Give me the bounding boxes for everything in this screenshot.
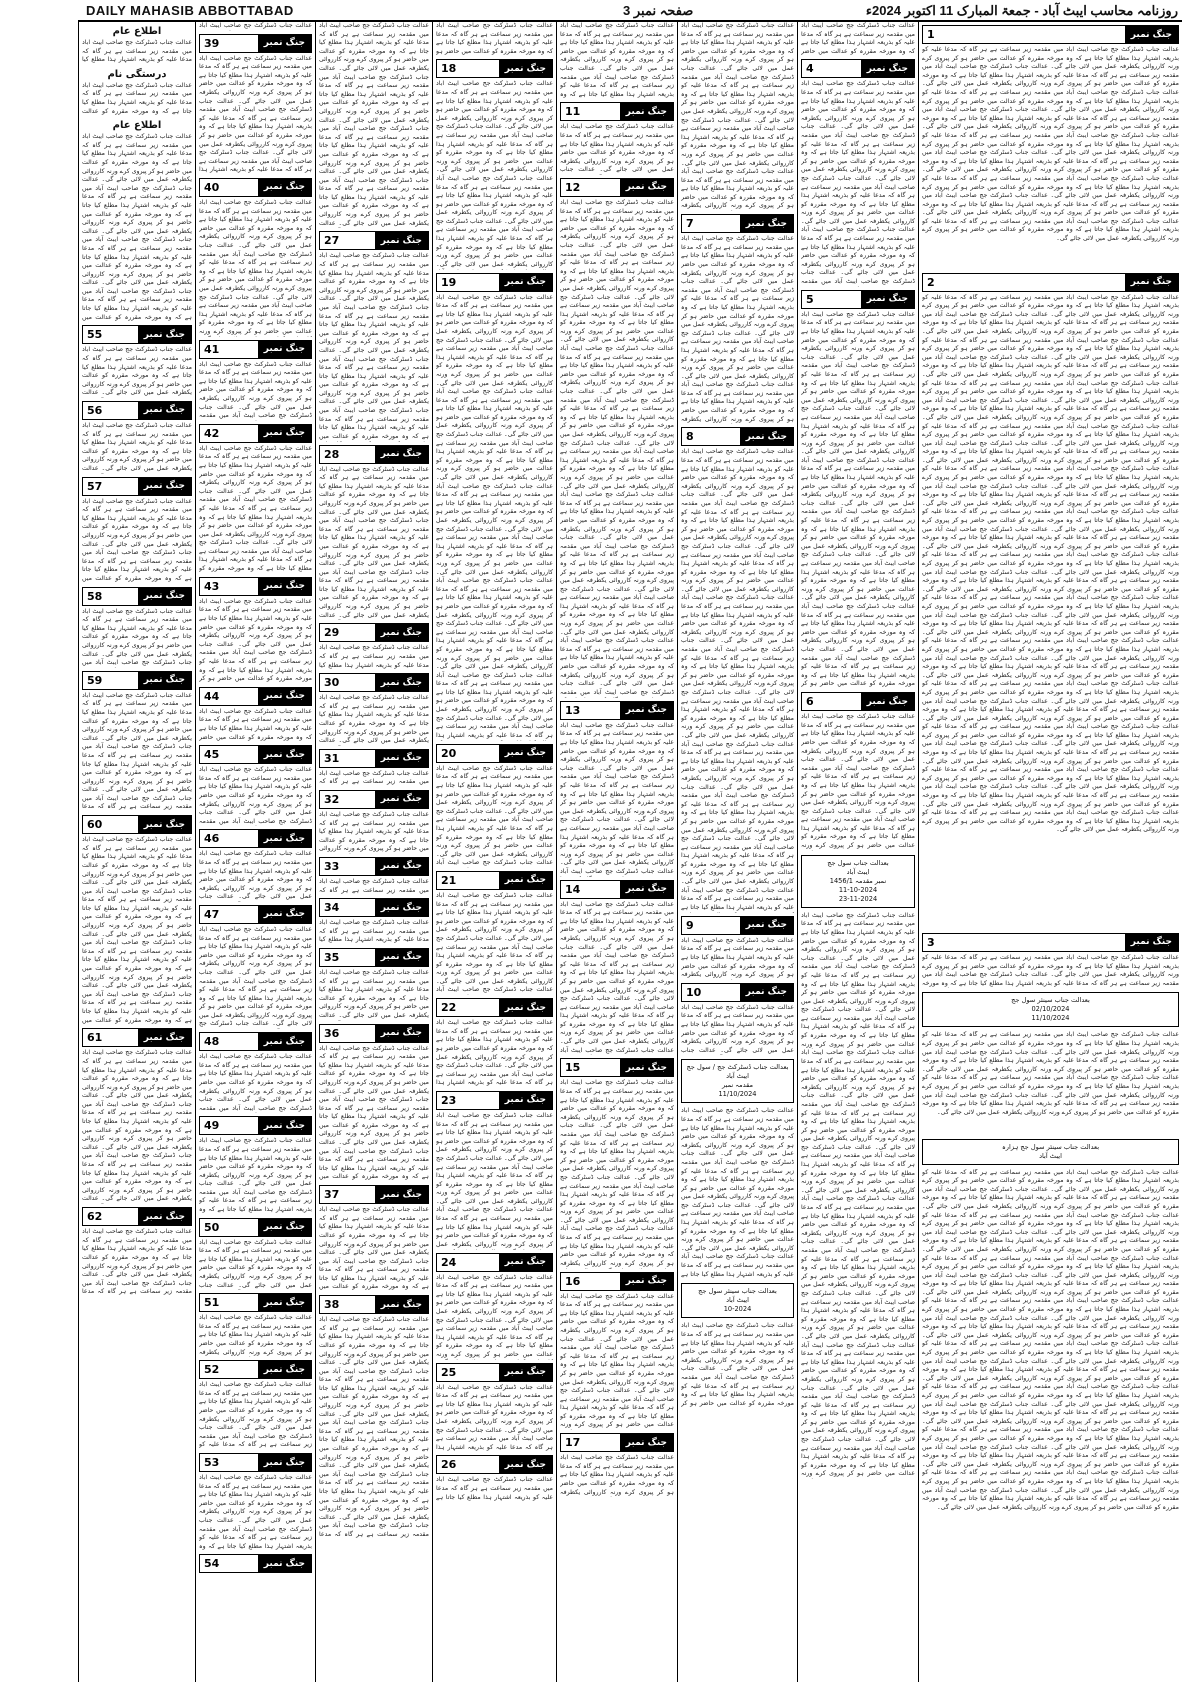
- notice-header: [82, 1028, 192, 1047]
- notice-label: جنگ نمبر: [620, 1434, 673, 1451]
- notice-body-text: عدالت جناب ڈسٹرکٹ جج صاحب ایبٹ آباد میں مقدمہ زیر سماعت ہے ہر گاہ کہ مدعا علیہ کو بذریعہ اشتہار ہذا مطلع کیا جاتا ہے کہ وہ مورخہ مقررہ کو عدالت: [82, 81, 192, 115]
- section-heading: اطلاع عام: [112, 120, 162, 132]
- notice-number: 46: [200, 830, 223, 847]
- notice-header: [560, 1433, 674, 1452]
- notice-body-text: عدالت جناب ڈسٹرکٹ جج صاحب ایبٹ آباد میں مقدمہ زیر سماعت ہے ہر گاہ کہ مدعا علیہ کو بذریعہ اشتہار ہذا مطلع کیا جاتا ہے کہ وہ مورخہ مقررہ کو عدالت میں حاضر ہو کر پیروی کرے ورنہ کارروائی یکطرفہ عمل میں لائی جائے گی۔ عدالت جناب: [199, 1238, 312, 1289]
- notice-label: جنگ نمبر: [499, 1092, 552, 1109]
- notice-body-text: عدالت جناب ڈسٹرکٹ جج صاحب ایبٹ آباد میں مقدمہ زیر سماعت ہے ہر گاہ کہ مدعا علیہ کو بذریعہ اشتہار ہذا مطلع کیا جاتا ہے کہ وہ مورخہ مقررہ کو عدالت میں حاضر ہو کر پیروی کرے ورنہ کارروائی یکطرفہ عمل میں لائی جائے گی۔ عدالت جناب ڈسٹرکٹ جج صاحب ایبٹ آباد میں مقدمہ زیر سماعت ہے ہر گاہ کہ مدعا علیہ کو بذریعہ اشتہار ہذا مطلع کیا جاتا ہے کہ وہ مورخہ مقررہ کو عدالت میں حاضر ہو کر پیروی کرے ورنہ کارروائی یکطرفہ عمل میں لائی جائے گی۔ عدالت جناب ڈسٹرکٹ جج: [199, 925, 312, 1028]
- notice-header: [560, 880, 674, 899]
- notice-header: [82, 1207, 192, 1226]
- notice-body-text: عدالت جناب ڈسٹرکٹ جج صاحب ایبٹ آباد میں مقدمہ زیر سماعت ہے ہر گاہ کہ مدعا علیہ کو بذریعہ اشتہار ہذا مطلع کیا جاتا ہے کہ وہ مورخہ مقررہ کو عدالت میں حاضر ہو کر پیروی کرے ورنہ کارروائی یکطرفہ عمل میں لائی جائے گی۔ عدالت: [82, 421, 192, 472]
- notice-body-text: عدالت جناب ڈسٹرکٹ جج صاحب ایبٹ آباد میں مقدمہ زیر سماعت ہے ہر گاہ کہ مدعا علیہ کو بذریعہ اشتہار ہذا مطلع کیا جاتا ہے کہ وہ مورخہ مقررہ کو عدالت میں حاضر ہو کر پیروی کرے ورنہ کارروائی یکطرفہ عمل میں لائی جائے گی۔ عدالت جناب ڈسٹرکٹ جج صاحب ایبٹ آباد میں مقدمہ زیر سماعت ہے ہر گاہ کہ مدعا علیہ کو بذریعہ اشتہار ہذا مطلع کیا جاتا ہے کہ وہ مورخہ مقررہ کو عدالت میں حاضر ہو کر پیروی کرے ورنہ کارروائی یکطرفہ عمل میں لائی جائے گی۔ عدالت جناب ڈسٹرکٹ جج صاحب ایبٹ آباد میں مقدمہ زیر سماعت ہے ہر گاہ کہ مدعا: [82, 691, 192, 811]
- notice-body-text: عدالت جناب ڈسٹرکٹ جج صاحب ایبٹ آباد میں مقدمہ زیر سماعت ہے ہر گاہ کہ مدعا علیہ کو بذریعہ اشتہار ہذا مطلع کیا جاتا ہے کہ وہ مورخہ مقررہ کو عدالت میں حاضر ہو کر پیروی کرے ورنہ کارروائی یکطرفہ عمل میں لائی جائے گی۔ عدالت جناب ڈسٹرکٹ جج صاحب ایبٹ آباد میں مقدمہ: [199, 766, 312, 825]
- notice-number: 54: [200, 1555, 223, 1572]
- notice-label: جنگ نمبر: [499, 60, 552, 77]
- notice-label: جنگ نمبر: [258, 35, 311, 52]
- notice-header: [199, 424, 312, 443]
- court-notice-box: [681, 1059, 794, 1103]
- notice-body-text: عدالت جناب ڈسٹرکٹ جج صاحب ایبٹ آباد میں مقدمہ زیر سماعت ہے ہر گاہ کہ مدعا علیہ کو بذریعہ اشتہار ہذا مطلع کیا جاتا ہے کہ وہ مورخہ مقررہ کو عدالت میں حاضر ہو کر پیروی کرے ورنہ کارروائی یکطرفہ عمل میں لائی جائے گی۔ عدالت جناب ڈسٹرکٹ جج صاحب ایبٹ آباد میں مقدمہ زیر سماعت ہے ہر گاہ کہ مدعا علیہ کو بذریعہ اشتہار ہذا: [436, 1383, 553, 1451]
- notice-number: 34: [320, 899, 343, 916]
- notice-body-text: عدالت جناب ڈسٹرکٹ جج صاحب ایبٹ آباد میں مقدمہ زیر سماعت ہے ہر گاہ کہ مدعا علیہ کو بذریعہ اشتہار ہذا مطلع کیا جاتا ہے کہ وہ مورخہ مقررہ کو عدالت میں حاضر ہو کر پیروی کرے ورنہ کارروائی یکطرفہ عمل میں لائی جائے گی۔ عدالت جناب ڈسٹرکٹ جج صاحب ایبٹ آباد میں مقدمہ زیر سماعت ہے ہر گاہ کہ مدعا علیہ کو بذریعہ اشتہار ہذا مطلع کیا جاتا ہے کہ وہ مورخہ مقررہ کو عدالت میں حاضر ہو کر پیروی کرے ورنہ کارروائی یکطرفہ عمل میں لائی جائے گی۔ عدالت جناب ڈسٹرکٹ جج صاحب ایبٹ آباد میں مقدمہ زیر سماعت ہے ہر گاہ کہ مدعا علیہ کو بذریعہ اشتہار ہذا مطلع کیا جاتا ہے کہ وہ مورخہ مقررہ کو عدالت میں حاضر ہو کر پیروی کرے ورنہ کارروائی یکطرفہ عمل میں لائی جائے گی۔ عدالت: [319, 465, 429, 619]
- notice-number: 55: [83, 326, 106, 343]
- notice-body-text: عدالت جناب ڈسٹرکٹ جج صاحب ایبٹ آباد میں مقدمہ زیر سماعت ہے ہر گاہ کہ مدعا علیہ کو بذریعہ اشتہار ہذا مطلع کیا جاتا ہے کہ وہ مورخہ مقررہ کو عدالت میں حاضر ہو کر پیروی کرے ورنہ کارروائی یکطرفہ: [560, 1454, 674, 1496]
- notice-number: 59: [83, 672, 106, 689]
- notice-body-text: عدالت جناب ڈسٹرکٹ جج صاحب ایبٹ آباد میں مقدمہ زیر سماعت ہے ہر گاہ کہ مدعا علیہ کو بذریعہ اشتہار ہذا مطلع کیا جاتا ہے کہ وہ مورخہ مقررہ کو عدالت میں حاضر ہو کر پیروی کرے ورنہ کارروائی یکطرفہ عمل میں لائی جائے گی۔ عدالت جناب ڈسٹرکٹ جج صاحب ایبٹ آباد میں مقدمہ زیر سماعت ہے ہر گاہ کہ مدعا علیہ کو بذریعہ اشتہار ہذا مطلع کیا جاتا ہے کہ وہ مورخہ مقررہ کو عدالت میں حاضر ہو کر پیروی کرے ورنہ کارروائی یکطرفہ عمل میں لائی جائے گی۔ عدالت جناب ڈسٹرکٹ جج صاحب ایبٹ آباد میں مقدمہ زیر سماعت ہے ہر گاہ کہ مدعا علیہ کو بذریعہ اشتہار ہذا مطلع کیا جاتا ہے کہ وہ مورخہ مقررہ کو عدالت میں حاضر ہو کر پیروی کرے ورنہ کارروائی یکطرفہ عمل میں لائی جائے گی۔ عدالت جناب ڈسٹرکٹ جج صاحب ایبٹ آباد میں مقدمہ زیر سماعت ہے ہر گاہ کہ مدعا علیہ کو بذریعہ اشتہار ہذا مطلع کیا جاتا ہے کہ وہ مورخہ مقررہ کو عدالت میں حاضر ہو کر پیروی کرے ورنہ کارروائی یکطرفہ: [681, 235, 794, 423]
- notice-label: جنگ نمبر: [138, 326, 191, 343]
- notice-header: [319, 857, 429, 876]
- notice-label: جنگ نمبر: [861, 693, 914, 710]
- notice-number: 33: [320, 858, 343, 875]
- court-notice-line: بعدالت جناب سینئر سول جج: [698, 1287, 777, 1296]
- notice-header: [560, 1058, 674, 1077]
- notice-number: 57: [83, 478, 106, 495]
- notice-body-text: عدالت جناب ڈسٹرکٹ جج صاحب ایبٹ آباد میں مقدمہ زیر سماعت ہے ہر گاہ کہ مدعا علیہ کو بذریعہ اشتہار ہذا مطلع کیا جاتا ہے کہ وہ مورخہ مقررہ کو عدالت میں حاضر ہو کر پیروی کرے ورنہ کارروائی یکطرفہ عمل میں لائی جائے گی۔ عدالت جناب ڈسٹرکٹ جج صاحب ایبٹ آباد میں مقدمہ زیر سماعت ہے ہر گاہ کہ مدعا علیہ کو بذریعہ اشتہار ہذا مطلع کیا جاتا ہے کہ وہ مورخہ مقررہ کو عدالت میں حاضر ہو کر پیروی کرے ورنہ: [436, 1273, 553, 1358]
- notice-header: [436, 1455, 553, 1474]
- section-heading: درستگی نام: [107, 68, 167, 80]
- notice-header: [199, 1032, 312, 1051]
- notice-body-text: عدالت جناب ڈسٹرکٹ جج صاحب ایبٹ آباد میں مقدمہ زیر سماعت ہے ہر گاہ کہ مدعا علیہ کو بذریعہ اشتہار ہذا مطلع کیا: [319, 644, 429, 669]
- notice-number: 11: [561, 103, 584, 120]
- notice-label: جنگ نمبر: [620, 702, 673, 719]
- notice-body-text: عدالت جناب ڈسٹرکٹ جج صاحب ایبٹ آباد میں مقدمہ زیر سماعت ہے ہر گاہ کہ مدعا علیہ کو بذریعہ اشتہار ہذا مطلع کیا جاتا ہے کہ وہ مورخہ مقررہ کو عدالت میں حاضر ہو: [436, 22, 553, 55]
- notice-number: 24: [437, 1254, 460, 1271]
- column-6: [677, 22, 797, 1682]
- notice-label: جنگ نمبر: [861, 291, 914, 308]
- notice-number: 52: [200, 1361, 223, 1378]
- notice-label: جنگ نمبر: [740, 428, 793, 445]
- notice-body-text: عدالت جناب ڈسٹرکٹ جج صاحب ایبٹ آباد میں مقدمہ زیر سماعت ہے ہر گاہ کہ مدعا علیہ کو بذریعہ اشتہار ہذا مطلع کیا جاتا ہے کہ وہ مورخہ مقررہ کو عدالت میں حاضر ہو کر پیروی کرے ورنہ کارروائی یکطرفہ عمل میں لائی جائے گی۔ عدالت جناب ڈسٹرکٹ جج صاحب ایبٹ آباد میں مقدمہ زیر سماعت ہے ہر گاہ کہ مدعا علیہ کو بذریعہ اشتہار ہذا مطلع کیا جاتا ہے کہ وہ مورخہ مقررہ کو عدالت میں حاضر ہو کر پیروی کرے ورنہ کارروائی یکطرفہ عمل میں لائی جائے گی۔ عدالت جناب ڈسٹرکٹ جج صاحب ایبٹ آباد میں مقدمہ زیر سماعت ہے ہر گاہ کہ مدعا علیہ کو بذریعہ اشتہار ہذا مطلع کیا جاتا ہے کہ وہ مورخہ مقررہ کو عدالت میں حاضر ہو کر پیروی کرے ورنہ کارروائی یکطرفہ عمل میں لائی جائے گی۔ عدالت جناب ڈسٹرکٹ جج صاحب ایبٹ آباد میں مقدمہ زیر سماعت ہے ہر گاہ کہ مدعا علیہ کو بذریعہ اشتہار ہذا مطلع کیا جاتا ہے کہ وہ مورخہ مقررہ کو عدالت میں حاضر ہو کر پیروی کرے ورنہ کارروائی یکطرفہ عمل میں لائی جائے گی۔ عدالت جناب ڈسٹرکٹ جج صاحب ایبٹ آباد میں مقدمہ زیر سماعت ہے ہر گاہ کہ مدعا: [319, 1316, 429, 1538]
- notice-label: جنگ نمبر: [499, 999, 552, 1016]
- notice-header: [319, 749, 429, 768]
- notice-label: جنگ نمبر: [258, 1033, 311, 1050]
- notice-number: 39: [200, 35, 223, 52]
- notice-header: [436, 1363, 553, 1382]
- notice-label: جنگ نمبر: [375, 1025, 428, 1042]
- notice-header: [681, 214, 794, 233]
- notice-number: 26: [437, 1456, 460, 1473]
- court-notice-line: 02/10/2024: [1031, 1005, 1070, 1014]
- notice-body-text: عدالت جناب ڈسٹرکٹ جج صاحب ایبٹ آباد میں مقدمہ زیر سماعت ہے ہر گاہ کہ مدعا علیہ کو بذریعہ اشتہار ہذا مطلع کیا جاتا ہے کہ وہ مورخہ مقررہ کو عدالت میں حاضر ہو کر پیروی کرے ورنہ کارروائی یکطرفہ عمل میں لائی جائے گی۔ عدالت جناب ڈسٹرکٹ جج صاحب ایبٹ آباد میں: [82, 607, 192, 667]
- notice-header: [82, 671, 192, 690]
- notice-number: 16: [561, 1273, 584, 1290]
- notice-label: جنگ نمبر: [620, 881, 673, 898]
- notice-header: [199, 1218, 312, 1237]
- column-5: [556, 22, 677, 1682]
- column-8: [918, 22, 1182, 1682]
- court-notice-line: ایبٹ آباد: [1039, 1151, 1062, 1160]
- notice-body-text: عدالت جناب ڈسٹرکٹ جج صاحب ایبٹ آباد میں مقدمہ زیر سماعت ہے ہر گاہ کہ مدعا علیہ کو بذریعہ اشتہار ہذا مطلع کیا جاتا ہے کہ وہ مورخہ مقررہ کو عدالت میں حاضر ہو کر پیروی کرے ورنہ کارروائی یکطرفہ عمل میں لائی جائے گی۔ عدالت جناب ڈسٹرکٹ جج صاحب ایبٹ آباد میں مقدمہ زیر سماعت ہے ہر گاہ کہ مدعا علیہ کو بذریعہ اشتہار ہذا: [436, 1019, 553, 1087]
- notice-label: جنگ نمبر: [375, 674, 428, 691]
- notice-body-text: عدالت جناب ڈسٹرکٹ جج صاحب ایبٹ آباد میں مقدمہ زیر سماعت ہے ہر گاہ کہ مدعا علیہ کو بذریعہ اشتہار ہذا مطلع کیا جاتا ہے کہ وہ مورخہ مقررہ کو عدالت میں حاضر ہو کر پیروی کرے ورنہ کارروائی یکطرفہ عمل میں لائی جائے گی۔ عدالت جناب ڈسٹرکٹ جج صاحب ایبٹ آباد میں مقدمہ زیر سماعت ہے ہر گاہ کہ مدعا علیہ کو بذریعہ اشتہار ہذا مطلع کیا جاتا ہے کہ وہ مورخہ مقررہ کو عدالت میں حاضر ہو کر پیروی کرے ورنہ کارروائی یکطرفہ عمل میں لائی جائے گی۔ عدالت جناب ڈسٹرکٹ جج صاحب ایبٹ آباد میں مقدمہ زیر سماعت ہے ہر گاہ کہ مدعا علیہ کو بذریعہ اشتہار ہذا مطلع کیا جاتا ہے کہ وہ مورخہ مقررہ کو عدالت میں حاضر ہو کر پیروی کرے ورنہ کارروائی یکطرفہ عمل میں لائی جائے گی۔ عدالت جناب ڈسٹرکٹ جج صاحب ایبٹ آباد میں مقدمہ زیر سماعت ہے ہر گاہ کہ مدعا علیہ کو بذریعہ اشتہار ہذا مطلع کیا جاتا ہے کہ وہ مورخہ مقررہ کو عدالت میں حاضر ہو کر پیروی کرے ورنہ کارروائی یکطرفہ عمل میں لائی جائے گی۔ عدالت جناب ڈسٹرکٹ جج صاحب ایبٹ آباد میں مقدمہ زیر سماعت ہے ہر گاہ کہ مدعا علیہ کو بذریعہ اشتہار ہذا مطلع کیا جاتا ہے کہ وہ مورخہ مقررہ کو عدالت میں حاضر ہو کر پیروی کرے ورنہ کارروائی یکطرفہ عمل میں لائی جائے گی۔ عدالت جناب ڈسٹرکٹ جج صاحب ایبٹ آباد میں مقدمہ زیر سماعت ہے ہر گاہ کہ مدعا علیہ کو بذریعہ اشتہار ہذا مطلع کیا جاتا ہے کہ وہ مورخہ مقررہ کو عدالت میں حاضر ہو کر پیروی کرے ورنہ کارروائی یکطرفہ عمل میں لائی جائے گی۔ عدالت جناب ڈسٹرکٹ جج صاحب ایبٹ آباد میں مقدمہ زیر سماعت ہے ہر گاہ کہ مدعا علیہ کو بذریعہ اشتہار ہذا مطلع کیا جاتا ہے کہ وہ مورخہ مقررہ کو عدالت میں حاضر ہو کر پیروی کرے ورنہ کارروائی یکطرفہ عمل میں لائی جائے گی۔ عدالت جناب ڈسٹرکٹ جج صاحب ایبٹ آباد میں مقدمہ زیر سماعت ہے ہر گاہ کہ مدعا علیہ کو بذریعہ اشتہار ہذا مطلع کیا جاتا ہے کہ وہ مورخہ مقررہ کو عدالت میں حاضر ہو کر پیروی کرے ورنہ کارروائی یکطرفہ عمل میں لائی جائے گی۔ عدالت جناب ڈسٹرکٹ جج صاحب ایبٹ آباد میں مقدمہ زیر سماعت ہے ہر گاہ کہ مدعا علیہ کو بذریعہ اشتہار ہذا مطلع کیا جاتا ہے کہ وہ مورخہ مقررہ کو عدالت میں حاضر ہو کر پیروی کرے ورنہ کارروائی یکطرفہ عمل میں لائی جائے گی۔ عدالت جناب ڈسٹرکٹ جج صاحب ایبٹ آباد میں مقدمہ زیر سماعت ہے ہر گاہ کہ مدعا علیہ کو بذریعہ اشتہار ہذا مطلع کیا جاتا ہے: [681, 448, 794, 911]
- notice-label: جنگ نمبر: [138, 1029, 191, 1046]
- notice-body-text: عدالت جناب ڈسٹرکٹ جج صاحب ایبٹ آباد میں مقدمہ زیر سماعت ہے ہر گاہ کہ مدعا علیہ کو بذریعہ اشتہار ہذا مطلع کیا جاتا ہے کہ وہ مورخہ مقررہ کو عدالت میں حاضر ہو کر پیروی کرے ورنہ کارروائی یکطرفہ عمل میں لائی جائے گی۔ عدالت جناب ڈسٹرکٹ جج صاحب ایبٹ آباد میں مقدمہ زیر سماعت ہے ہر گاہ کہ مدعا علیہ کو بذریعہ اشتہار ہذا مطلع کیا جاتا ہے کہ وہ مورخہ مقررہ کو عدالت میں حاضر ہو کر پیروی کرے ورنہ کارروائی یکطرفہ عمل میں لائی جائے گی۔ عدالت جناب ڈسٹرکٹ جج صاحب ایبٹ آباد میں مقدمہ زیر سماعت ہے ہر گاہ کہ مدعا علیہ کو بذریعہ اشتہار ہذا مطلع کیا جاتا ہے کہ وہ مورخہ مقررہ کو عدالت میں حاضر ہو کر پیروی کرے ورنہ کارروائی یکطرفہ عمل میں لائی جائے گی۔ عدالت جناب ڈسٹرکٹ جج صاحب ایبٹ آباد میں مقدمہ زیر سماعت ہے ہر گاہ کہ مدعا علیہ کو بذریعہ اشتہار ہذا مطلع کیا جاتا ہے کہ وہ مورخہ مقررہ کو عدالت میں: [82, 133, 192, 321]
- notice-number: 10: [682, 984, 705, 1001]
- notice-body-text: عدالت جناب ڈسٹرکٹ جج صاحب ایبٹ آباد میں مقدمہ زیر سماعت ہے ہر گاہ کہ مدعا علیہ کو بذریعہ اشتہار ہذا مطلع کیا جاتا ہے کہ وہ مورخہ مقررہ کو عدالت میں حاضر ہو کر پیروی کرے ورنہ کارروائی یکطرفہ عمل میں لائی جائے گی۔ عدالت جناب ڈسٹرکٹ جج صاحب ایبٹ آباد میں مقدمہ زیر سماعت ہے ہر گاہ کہ مدعا علیہ کو بذریعہ اشتہار ہذا مطلع کیا جاتا ہے کہ وہ مورخہ مقررہ کو عدالت میں حاضر ہو کر پیروی کرے ورنہ کارروائی یکطرفہ عمل میں لائی جائے گی۔ عدالت جناب ڈسٹرکٹ جج صاحب ایبٹ آباد میں مقدمہ زیر سماعت ہے ہر گاہ کہ مدعا علیہ کو بذریعہ اشتہار ہذا مطلع کیا جاتا ہے کہ وہ مورخہ مقررہ کو عدالت میں حاضر ہو کر پیروی کرے ورنہ کارروائی یکطرفہ عمل میں لائی جائے گی۔ عدالت جناب ڈسٹرکٹ جج صاحب ایبٹ آباد میں مقدمہ زیر سماعت ہے ہر گاہ کہ مدعا علیہ کو بذریعہ اشتہار ہذا مطلع کیا جاتا ہے کہ وہ مورخہ مقررہ کو عدالت میں حاضر ہو کر پیروی کرے ورنہ کارروائی یکطرفہ عمل میں لائی جائے گی۔ عدالت جناب ڈسٹرکٹ جج صاحب ایبٹ آباد میں مقدمہ زیر سماعت ہے ہر گاہ کہ مدعا علیہ کو بذریعہ اشتہار ہذا مطلع کیا جاتا ہے کہ وہ مورخہ مقررہ کو عدالت میں حاضر ہو کر پیروی کرے ورنہ کارروائی یکطرفہ عمل میں لائی جائے گی۔ عدالت جناب ڈسٹرکٹ جج صاحب ایبٹ آباد میں مقدمہ زیر سماعت ہے ہر گاہ کہ مدعا علیہ کو بذریعہ اشتہار ہذا مطلع کیا جاتا ہے کہ وہ مورخہ مقررہ کو عدالت میں حاضر ہو کر پیروی کرے ورنہ کارروائی یکطرفہ عمل میں لائی جائے گی۔ عدالت جناب ڈسٹرکٹ جج صاحب ایبٹ آباد میں مقدمہ زیر سماعت ہے ہر گاہ کہ مدعا علیہ کو بذریعہ اشتہار ہذا مطلع کیا جاتا ہے کہ وہ مورخہ مقررہ کو عدالت میں حاضر ہو کر پیروی کرے ورنہ کارروائی یکطرفہ عمل میں لائی جائے گی۔ عدالت جناب ڈسٹرکٹ جج صاحب ایبٹ آباد میں مقدمہ زیر سماعت ہے ہر گاہ کہ مدعا علیہ کو بذریعہ اشتہار ہذا مطلع کیا جاتا ہے کہ وہ مورخہ مقررہ کو عدالت میں حاضر ہو کر پیروی کرے ورنہ کارروائی یکطرفہ عمل میں لائی جائے گی۔ عدالت جناب ڈسٹرکٹ جج صاحب ایبٹ آباد میں مقدمہ زیر سماعت ہے ہر گاہ کہ مدعا علیہ کو بذریعہ اشتہار ہذا مطلع کیا جاتا ہے کہ وہ مورخہ مقررہ کو عدالت میں حاضر ہو کر پیروی کرے ورنہ کارروائی یکطرفہ عمل میں لائی جائے گی۔ عدالت جناب ڈسٹرکٹ جج صاحب ایبٹ آباد میں مقدمہ زیر سماعت ہے ہر گاہ کہ مدعا علیہ کو بذریعہ اشتہار ہذا مطلع کیا جاتا ہے کہ وہ مورخہ مقررہ کو عدالت میں حاضر ہو کر پیروی کرے ورنہ کارروائی یکطرفہ عمل میں لائی جائے گی۔ عدالت جناب ڈسٹرکٹ جج صاحب ایبٹ آباد میں مقدمہ زیر سماعت ہے ہر گاہ کہ مدعا علیہ کو بذریعہ اشتہار ہذا مطلع کیا جاتا ہے کہ وہ مورخہ مقررہ کو عدالت میں حاضر ہو کر پیروی کرے ورنہ کارروائی یکطرفہ عمل میں لائی جائے گی۔ عدالت جناب ڈسٹرکٹ جج صاحب ایبٹ آباد میں مقدمہ زیر سماعت ہے ہر گاہ کہ مدعا علیہ کو بذریعہ اشتہار ہذا مطلع کیا جاتا ہے کہ وہ مورخہ مقررہ کو عدالت میں حاضر ہو کر پیروی کرے ورنہ کارروائی یکطرفہ عمل میں لائی جائے گی۔ عدالت جناب ڈسٹرکٹ جج صاحب ایبٹ آباد میں مقدمہ زیر سماعت ہے ہر گاہ کہ مدعا علیہ کو بذریعہ اشتہار ہذا مطلع کیا جاتا ہے کہ وہ مورخہ مقررہ کو عدالت میں حاضر ہو کر پیروی کرے ورنہ کارروائی یکطرفہ عمل میں لائی جائے گی۔ عدالت جناب ڈسٹرکٹ جج صاحب ایبٹ آباد میں مقدمہ زیر سماعت ہے ہر گاہ کہ مدعا علیہ کو بذریعہ اشتہار ہذا مطلع کیا جاتا ہے کہ وہ مورخہ مقررہ کو عدالت میں حاضر ہو کر پیروی کرے ورنہ کارروائی یکطرفہ عمل میں لائی جائے گی۔ عدالت جناب ڈسٹرکٹ جج صاحب ایبٹ آباد میں مقدمہ زیر سماعت ہے ہر گاہ کہ مدعا علیہ کو بذریعہ اشتہار ہذا مطلع کیا جاتا ہے کہ وہ مورخہ مقررہ کو عدالت میں حاضر ہو کر پیروی کرے ورنہ کارروائی یکطرفہ عمل میں لائی جائے گی۔ عدالت جناب ڈسٹرکٹ جج صاحب ایبٹ آباد میں مقدمہ زیر سماعت ہے ہر گاہ کہ مدعا علیہ کو بذریعہ اشتہار ہذا مطلع کیا جاتا ہے کہ وہ مورخہ مقررہ کو عدالت میں حاضر ہو کر پیروی کرے ورنہ کارروائی یکطرفہ عمل میں لائی جائے گی۔: [922, 1168, 1179, 1511]
- column-1: [78, 22, 195, 1682]
- notice-body-text: عدالت جناب ڈسٹرکٹ جج صاحب ایبٹ آباد میں مقدمہ زیر سماعت ہے ہر گاہ کہ: [319, 769, 429, 786]
- notice-body-text: عدالت جناب ڈسٹرکٹ جج صاحب ایبٹ آباد میں مقدمہ زیر سماعت ہے ہر گاہ کہ مدعا علیہ کو بذریعہ اشتہار ہذا مطلع کیا جاتا ہے کہ وہ مورخہ مقررہ کو عدالت میں حاضر ہو کر پیروی کرے ورنہ کارروائی یکطرفہ عمل میں لائی جائے گی۔ عدالت جناب ڈسٹرکٹ جج صاحب ایبٹ آباد میں مقدمہ: [199, 1053, 312, 1112]
- notice-number: 40: [200, 179, 223, 196]
- notice-body-text: عدالت جناب ڈسٹرکٹ جج صاحب ایبٹ آباد میں مقدمہ زیر سماعت ہے ہر گاہ کہ: [319, 877, 429, 894]
- notice-body-text: عدالت جناب ڈسٹرکٹ جج صاحب ایبٹ آباد میں مقدمہ زیر سماعت ہے ہر گاہ کہ مدعا علیہ کو بذریعہ اشتہار ہذا مطلع کیا جاتا ہے کہ وہ مورخہ مقررہ کو عدالت میں حاضر ہو کر پیروی کرے ورنہ کارروائی یکطرفہ عمل میں لائی جائے گی۔ عدالت جناب: [560, 123, 674, 174]
- notice-body-text: عدالت جناب ڈسٹرکٹ جج صاحب ایبٹ آباد میں مقدمہ زیر سماعت ہے ہر گاہ کہ مدعا علیہ کو بذریعہ اشتہار ہذا مطلع کیا جاتا ہے کہ وہ مورخہ مقررہ کو عدالت میں حاضر: [801, 22, 915, 55]
- notice-header: [560, 701, 674, 720]
- notice-header: [199, 829, 312, 848]
- notice-label: جنگ نمبر: [258, 1454, 311, 1471]
- notice-body-text: عدالت جناب ڈسٹرکٹ جج صاحب ایبٹ آباد میں مقدمہ زیر سماعت ہے ہر گاہ کہ مدعا علیہ کو بذریعہ اشتہار ہذا مطلع کیا جاتا ہے: [436, 1476, 553, 1501]
- notice-number: 35: [320, 949, 343, 966]
- notice-number: 36: [320, 1025, 343, 1042]
- notice-body-text: عدالت جناب ڈسٹرکٹ جج صاحب ایبٹ آباد میں مقدمہ زیر سماعت ہے ہر گاہ کہ مدعا علیہ کو بذریعہ اشتہار ہذا مطلع کیا جاتا ہے کہ وہ مورخہ مقررہ کو عدالت میں حاضر ہو کر پیروی کرے ورنہ کارروائی یکطرفہ عمل میں لائی جائے گی۔ عدالت جناب ڈسٹرکٹ جج صاحب ایبٹ آباد میں مقدمہ زیر سماعت ہے ہر گاہ کہ مدعا علیہ کو بذریعہ اشتہار ہذا مطلع کیا جاتا ہے کہ وہ مورخہ مقررہ کو عدالت میں حاضر ہو کر پیروی کرے ورنہ کارروائی یکطرفہ عمل میں لائی جائے گی۔ عدالت جناب ڈسٹرکٹ جج صاحب ایبٹ آباد میں مقدمہ زیر سماعت ہے ہر گاہ کہ مدعا علیہ کو بذریعہ اشتہار ہذا مطلع کیا جاتا ہے کہ وہ مورخہ مقررہ کو عدالت میں حاضر ہو کر پیروی کرے ورنہ کارروائی یکطرفہ عمل: [436, 1111, 553, 1248]
- issue-date: روزنامہ محاسب ایبٹ آباد - جمعۃ المبارک 11 اکتوبر 2024ء: [865, 3, 1178, 18]
- notice-number: 37: [320, 1186, 343, 1203]
- notice-number: 29: [320, 624, 343, 641]
- notice-label: جنگ نمبر: [620, 103, 673, 120]
- notice-body-text: عدالت جناب ڈسٹرکٹ جج صاحب ایبٹ آباد میں مقدمہ زیر سماعت ہے ہر گاہ کہ مدعا علیہ کو بذریعہ اشتہار ہذا مطلع کیا جاتا ہے کہ وہ مورخہ مقررہ کو عدالت میں حاضر ہو کر پیروی کرے ورنہ کارروائی یکطرفہ عمل میں لائی جائے گی۔ عدالت جناب ڈسٹرکٹ جج صاحب ایبٹ آباد میں مقدمہ زیر سماعت ہے ہر گاہ کہ مدعا علیہ کو بذریعہ اشتہار ہذا مطلع کیا جاتا ہے کہ وہ مورخہ مقررہ کو عدالت میں حاضر ہو کر پیروی کرے ورنہ کارروائی یکطرفہ عمل میں لائی جائے گی۔ عدالت جناب ڈسٹرکٹ جج صاحب ایبٹ آباد میں مقدمہ زیر سماعت ہے ہر گاہ کہ مدعا علیہ کو بذریعہ اشتہار ہذا مطلع کیا جاتا ہے کہ وہ مورخہ مقررہ کو عدالت میں حاضر ہو کر پیروی کرے ورنہ کارروائی یکطرفہ عمل میں لائی جائے گی۔ عدالت جناب ڈسٹرکٹ جج صاحب ایبٹ آباد میں مقدمہ زیر سماعت ہے ہر گاہ کہ مدعا علیہ کو بذریعہ اشتہار ہذا مطلع کیا جاتا ہے کہ وہ مورخہ مقررہ کو عدالت میں حاضر ہو کر پیروی کرے ورنہ کارروائی یکطرفہ عمل میں لائی جائے گی۔ عدالت جناب ڈسٹرکٹ جج صاحب ایبٹ آباد میں مقدمہ زیر سماعت ہے ہر گاہ کہ مدعا علیہ کو بذریعہ اشتہار ہذا مطلع کیا جاتا ہے کہ وہ مورخہ مقررہ کو عدالت میں حاضر ہو کر پیروی کرے ورنہ کارروائی یکطرفہ عمل میں لائی جائے گی۔ عدالت جناب ڈسٹرکٹ جج صاحب ایبٹ آباد میں مقدمہ زیر سماعت ہے ہر گاہ کہ مدعا علیہ کو بذریعہ اشتہار ہذا مطلع کیا جاتا ہے کہ وہ مورخہ مقررہ کو عدالت میں حاضر ہو کر پیروی کرے ورنہ کارروائی یکطرفہ عمل میں لائی جائے گی۔ عدالت جناب ڈسٹرکٹ جج صاحب ایبٹ آباد میں مقدمہ زیر سماعت ہے ہر گاہ کہ مدعا علیہ کو بذریعہ اشتہار ہذا مطلع کیا جاتا ہے کہ وہ مورخہ مقررہ کو عدالت میں حاضر ہو کر پیروی کرے ورنہ کارروائی یکطرفہ عمل میں لائی جائے گی۔ عدالت جناب ڈسٹرکٹ جج صاحب ایبٹ آباد میں مقدمہ زیر سماعت ہے ہر گاہ کہ مدعا علیہ کو بذریعہ اشتہار ہذا مطلع کیا جاتا ہے کہ وہ مورخہ مقررہ کو عدالت میں حاضر ہو کر پیروی کرے ورنہ کارروائی یکطرفہ عمل میں لائی جائے گی۔ عدالت جناب ڈسٹرکٹ جج صاحب ایبٹ آباد میں مقدمہ زیر سماعت ہے ہر گاہ کہ مدعا علیہ کو بذریعہ اشتہار ہذا مطلع کیا جاتا ہے کہ وہ مورخہ مقررہ کو عدالت میں حاضر ہو کر پیروی کرے ورنہ کارروائی یکطرفہ عمل میں لائی جائے گی۔ عدالت جناب ڈسٹرکٹ جج صاحب ایبٹ آباد میں مقدمہ زیر سماعت ہے ہر گاہ کہ مدعا علیہ کو بذریعہ اشتہار ہذا مطلع کیا جاتا ہے کہ وہ مورخہ مقررہ کو عدالت میں حاضر ہو کر پیروی کرے ورنہ کارروائی یکطرفہ عمل میں لائی جائے گی۔ عدالت جناب ڈسٹرکٹ جج صاحب ایبٹ آباد میں مقدمہ زیر سماعت ہے ہر گاہ کہ مدعا علیہ کو بذریعہ اشتہار ہذا مطلع کیا جاتا ہے کہ وہ مورخہ مقررہ کو عدالت میں حاضر ہو کر پیروی کرے ورنہ کارروائی یکطرفہ عمل میں لائی جائے گی۔ عدالت جناب ڈسٹرکٹ جج صاحب ایبٹ آباد میں مقدمہ زیر سماعت ہے ہر گاہ کہ مدعا علیہ کو بذریعہ اشتہار ہذا مطلع کیا جاتا ہے کہ وہ مورخہ مقررہ کو عدالت میں حاضر ہو کر پیروی کرے ورنہ کارروائی یکطرفہ عمل میں لائی جائے گی۔ عدالت جناب ڈسٹرکٹ جج صاحب ایبٹ آباد میں مقدمہ زیر سماعت ہے ہر گاہ کہ مدعا علیہ کو بذریعہ اشتہار ہذا مطلع کیا جاتا ہے کہ وہ مورخہ مقررہ کو عدالت میں حاضر ہو کر پیروی کرے ورنہ کارروائی یکطرفہ عمل میں لائی جائے گی۔ عدالت جناب ڈسٹرکٹ جج صاحب ایبٹ آباد میں مقدمہ زیر سماعت ہے ہر گاہ کہ مدعا علیہ کو بذریعہ اشتہار ہذا مطلع کیا جاتا ہے کہ وہ مورخہ مقررہ کو عدالت میں حاضر ہو کر پیروی کرے ورنہ کارروائی یکطرفہ عمل میں لائی جائے گی۔ عدالت جناب ڈسٹرکٹ جج صاحب ایبٹ آباد میں مقدمہ زیر سماعت ہے ہر گاہ کہ مدعا علیہ کو بذریعہ اشتہار ہذا مطلع کیا جاتا ہے کہ وہ مورخہ مقررہ کو عدالت میں حاضر ہو کر پیروی کرے ورنہ کارروائی یکطرفہ عمل میں لائی جائے گی۔ عدالت جناب ڈسٹرکٹ جج صاحب ایبٹ آباد میں مقدمہ زیر سماعت ہے ہر گاہ کہ مدعا علیہ کو بذریعہ اشتہار ہذا مطلع کیا جاتا ہے کہ وہ مورخہ مقررہ کو عدالت میں حاضر ہو کر پیروی کرے ورنہ کارروائی یکطرفہ عمل میں لائی جائے گی۔ عدالت جناب ڈسٹرکٹ جج صاحب ایبٹ آباد میں مقدمہ زیر سماعت ہے ہر گاہ کہ مدعا علیہ کو بذریعہ اشتہار ہذا مطلع کیا جاتا ہے کہ وہ مورخہ مقررہ کو عدالت میں حاضر ہو کر پیروی کرے ورنہ کارروائی یکطرفہ عمل میں لائی جائے گی۔ عدالت جناب ڈسٹرکٹ جج صاحب ایبٹ آباد میں مقدمہ زیر سماعت ہے ہر گاہ کہ مدعا علیہ کو بذریعہ اشتہار ہذا مطلع کیا جاتا ہے کہ وہ مورخہ مقررہ کو عدالت میں حاضر ہو کر پیروی کرے ورنہ کارروائی یکطرفہ عمل میں لائی جائے گی۔ عدالت جناب ڈسٹرکٹ جج صاحب ایبٹ آباد میں مقدمہ زیر سماعت ہے ہر گاہ کہ مدعا علیہ کو بذریعہ اشتہار ہذا مطلع کیا جاتا ہے کہ وہ مورخہ مقررہ کو عدالت میں حاضر ہو کر پیروی کرے ورنہ کارروائی یکطرفہ عمل میں لائی جائے گی۔ عدالت جناب ڈسٹرکٹ جج صاحب ایبٹ آباد میں مقدمہ زیر سماعت ہے ہر گاہ کہ مدعا علیہ کو بذریعہ اشتہار ہذا مطلع کیا جاتا ہے کہ وہ مورخہ مقررہ کو عدالت میں حاضر ہو کر پیروی کرے ورنہ کارروائی یکطرفہ عمل میں لائی جائے گی۔ عدالت جناب ڈسٹرکٹ جج صاحب ایبٹ آباد میں مقدمہ زیر سماعت ہے ہر گاہ کہ مدعا علیہ کو بذریعہ اشتہار ہذا مطلع کیا جاتا ہے کہ وہ مورخہ مقررہ کو عدالت میں حاضر ہو کر پیروی کرے ورنہ کارروائی یکطرفہ عمل میں لائی جائے گی۔ عدالت جناب ڈسٹرکٹ جج صاحب ایبٹ آباد میں مقدمہ زیر سماعت ہے ہر گاہ کہ مدعا علیہ کو بذریعہ اشتہار ہذا مطلع کیا جاتا ہے کہ وہ مورخہ مقررہ کو عدالت میں حاضر ہو کر پیروی کرے ورنہ کارروائی یکطرفہ عمل میں لائی جائے گی۔ عدالت جناب ڈسٹرکٹ جج صاحب ایبٹ آباد میں مقدمہ زیر سماعت ہے ہر گاہ کہ مدعا علیہ کو بذریعہ اشتہار ہذا مطلع کیا جاتا ہے کہ وہ مورخہ مقررہ کو عدالت میں حاضر ہو کر پیروی کرے ورنہ کارروائی یکطرفہ عمل میں لائی جائے گی۔ عدالت جناب ڈسٹرکٹ جج صاحب ایبٹ آباد میں مقدمہ زیر سماعت ہے ہر گاہ کہ مدعا علیہ کو بذریعہ اشتہار ہذا مطلع کیا جاتا ہے کہ وہ مورخہ مقررہ کو عدالت میں حاضر ہو کر پیروی کرے ورنہ کارروائی یکطرفہ عمل میں لائی جائے گی۔ عدالت جناب ڈسٹرکٹ جج صاحب ایبٹ آباد میں مقدمہ زیر سماعت ہے ہر گاہ کہ مدعا علیہ کو بذریعہ اشتہار ہذا مطلع کیا جاتا ہے کہ وہ مورخہ مقررہ کو عدالت میں حاضر ہو کر پیروی کرے ورنہ کارروائی یکطرفہ عمل میں لائی جائے گی۔: [922, 293, 1179, 834]
- notice-body-text: عدالت جناب ڈسٹرکٹ جج صاحب ایبٹ آباد میں مقدمہ زیر سماعت ہے ہر گاہ کہ مدعا علیہ کو بذریعہ اشتہار ہذا مطلع کیا جاتا ہے کہ وہ مورخہ مقررہ کو عدالت میں حاضر ہو کر پیروی کرے ورنہ کارروائی یکطرفہ عمل میں لائی جائے گی۔ عدالت جناب ڈسٹرکٹ جج صاحب ایبٹ آباد میں مقدمہ زیر سماعت ہے ہر گاہ کہ مدعا علیہ کو بذریعہ اشتہار ہذا مطلع کیا جاتا ہے کہ وہ: [199, 1474, 312, 1550]
- notice-number: 23: [437, 1092, 460, 1109]
- notice-body-text: عدالت جناب ڈسٹرکٹ جج صاحب ایبٹ آباد میں مقدمہ زیر سماعت ہے ہر گاہ کہ مدعا علیہ کو بذریعہ اشتہار ہذا مطلع کیا: [319, 919, 429, 944]
- notice-body-text: عدالت جناب ڈسٹرکٹ جج صاحب ایبٹ آباد میں مقدمہ زیر سماعت ہے ہر گاہ کہ مدعا علیہ کو بذریعہ اشتہار ہذا مطلع کیا جاتا ہے کہ وہ مورخہ مقررہ کو عدالت میں حاضر ہو کر پیروی کرے ورنہ کارروائی یکطرفہ عمل میں لائی جائے گی۔ عدالت جناب ڈسٹرکٹ جج صاحب ایبٹ آباد میں مقدمہ زیر سماعت ہے ہر گاہ کہ مدعا علیہ کو بذریعہ اشتہار ہذا مطلع کیا جاتا ہے کہ وہ مورخہ مقررہ کو عدالت میں: [319, 1206, 429, 1291]
- court-notice-line: 11-10-2024: [838, 885, 878, 894]
- notice-body-text: عدالت جناب ڈسٹرکٹ جج صاحب ایبٹ آباد میں مقدمہ زیر سماعت ہے ہر گاہ کہ مدعا علیہ کو بذریعہ اشتہار ہذا مطلع کیا جاتا ہے کہ وہ مورخہ مقررہ کو عدالت میں حاضر ہو کر پیروی کرے ورنہ کارروائی یکطرفہ عمل میں لائی جائے گی۔ عدالت جناب ڈسٹرکٹ جج صاحب ایبٹ آباد میں مقدمہ زیر سماعت ہے ہر گاہ کہ مدعا: [82, 1228, 192, 1296]
- notice-body-text: عدالت جناب ڈسٹرکٹ جج صاحب ایبٹ آباد میں مقدمہ زیر سماعت ہے ہر گاہ کہ مدعا علیہ کو بذریعہ اشتہار ہذا مطلع کیا جاتا ہے کہ وہ مورخہ مقررہ کو عدالت میں حاضر ہو کر پیروی کرے ورنہ کارروائی یکطرفہ عمل میں لائی جائے گی۔ عدالت جناب ڈسٹرکٹ جج صاحب ایبٹ آباد میں مقدمہ زیر سماعت ہے ہر گاہ کہ مدعا علیہ کو بذریعہ اشتہار ہذا مطلع کیا جاتا ہے کہ وہ مورخہ مقررہ کو عدالت میں حاضر ہو کر پیروی کرے ورنہ کارروائی یکطرفہ عمل میں لائی جائے گی۔ عدالت جناب ڈسٹرکٹ جج صاحب ایبٹ آباد میں مقدمہ زیر سماعت ہے ہر گاہ کہ مدعا علیہ کو بذریعہ اشتہار ہذا: [199, 54, 312, 174]
- notice-number: 42: [200, 425, 223, 442]
- notice-body-text: عدالت جناب ڈسٹرکٹ جج صاحب ایبٹ آباد میں مقدمہ زیر سماعت ہے ہر گاہ کہ مدعا علیہ کو بذریعہ اشتہار ہذا مطلع کیا جاتا ہے کہ وہ مورخہ مقررہ کو عدالت میں حاضر ہو کر پیروی کرے ورنہ کارروائی یکطرفہ عمل میں لائی جائے گی۔ عدالت جناب ڈسٹرکٹ جج صاحب ایبٹ آباد میں مقدمہ زیر سماعت ہے ہر گاہ کہ مدعا علیہ کو بذریعہ اشتہار ہذا مطلع کیا جاتا ہے کہ وہ مورخہ مقررہ کو عدالت میں حاضر ہو کر پیروی کرے ورنہ کارروائی یکطرفہ عمل میں لائی جائے گی۔ عدالت جناب ڈسٹرکٹ جج صاحب ایبٹ آباد میں مقدمہ زیر سماعت ہے ہر گاہ کہ مدعا علیہ کو بذریعہ اشتہار ہذا مطلع کیا جاتا ہے کہ وہ مورخہ مقررہ کو عدالت میں حاضر ہو کر پیروی کرے ورنہ: [801, 911, 915, 1048]
- notice-body-text: عدالت جناب ڈسٹرکٹ جج صاحب ایبٹ آباد میں مقدمہ زیر سماعت ہے ہر گاہ کہ مدعا علیہ کو بذریعہ اشتہار ہذا مطلع کیا جاتا ہے کہ وہ مورخہ مقررہ کو عدالت میں حاضر ہو کر پیروی کرے ورنہ کارروائی یکطرفہ عمل میں لائی جائے گی۔ عدالت جناب ڈسٹرکٹ جج صاحب ایبٹ آباد میں مقدمہ زیر سماعت ہے ہر گاہ کہ مدعا علیہ کو بذریعہ اشتہار ہذا مطلع کیا جاتا ہے کہ وہ مورخہ مقررہ کو عدالت میں حاضر ہو کر پیروی کرے ورنہ کارروائی یکطرفہ عمل میں لائی جائے گی۔ عدالت جناب ڈسٹرکٹ جج صاحب ایبٹ آباد میں مقدمہ زیر سماعت ہے ہر گاہ کہ مدعا علیہ کو بذریعہ اشتہار ہذا مطلع کیا جاتا ہے کہ وہ مورخہ مقررہ کو عدالت میں حاضر ہو کر پیروی کرے ورنہ کارروائی یکطرفہ عمل میں لائی جائے گی۔ عدالت جناب ڈسٹرکٹ جج صاحب ایبٹ آباد میں مقدمہ زیر سماعت ہے ہر گاہ کہ مدعا علیہ کو بذریعہ اشتہار ہذا مطلع کیا جاتا ہے کہ وہ مورخہ مقررہ کو عدالت میں حاضر ہو کر پیروی کرے ورنہ کارروائی یکطرفہ عمل میں لائی جائے گی۔ عدالت: [319, 22, 429, 227]
- notice-header: [199, 340, 312, 359]
- notice-header: [82, 815, 192, 834]
- notice-header: [82, 325, 192, 344]
- notice-number: 6: [802, 693, 818, 710]
- court-notice-line: بعدالت جناب سول جج: [827, 858, 889, 867]
- court-notice-line: مقدمہ نمبر: [721, 1081, 754, 1090]
- notice-label: جنگ نمبر: [375, 446, 428, 463]
- notice-body-text: عدالت جناب ڈسٹرکٹ جج صاحب ایبٹ آباد میں مقدمہ زیر سماعت ہے ہر گاہ کہ مدعا علیہ کو بذریعہ اشتہار ہذا مطلع کیا: [82, 39, 192, 64]
- notice-label: جنگ نمبر: [258, 1555, 311, 1572]
- notice-header: [436, 871, 553, 890]
- notice-body-text: عدالت جناب ڈسٹرکٹ جج صاحب ایبٹ آباد میں مقدمہ زیر سماعت ہے ہر گاہ کہ مدعا علیہ کو بذریعہ اشتہار ہذا مطلع کیا جاتا ہے کہ وہ مورخہ مقررہ کو عدالت میں حاضر ہو کر پیروی کرے ورنہ کارروائی یکطرفہ عمل میں لائی جائے گی۔ عدالت جناب: [199, 850, 312, 901]
- notice-number: 22: [437, 999, 460, 1016]
- notice-label: جنگ نمبر: [375, 232, 428, 249]
- notice-body-text: عدالت جناب ڈسٹرکٹ جج صاحب ایبٹ آباد میں مقدمہ زیر سماعت ہے ہر گاہ کہ مدعا علیہ کو بذریعہ اشتہار ہذا مطلع کیا جاتا ہے کہ وہ مورخہ مقررہ کو عدالت میں حاضر ہو کر پیروی کرے ورنہ کارروائی یکطرفہ عمل میں لائی جائے گی۔ عدالت جناب ڈسٹرکٹ جج صاحب ایبٹ آباد میں مقدمہ زیر سماعت ہے ہر گاہ کہ مدعا علیہ کو بذریعہ اشتہار ہذا مطلع کیا جاتا ہے کہ وہ مورخہ مقررہ کو عدالت میں حاضر ہو کر پیروی کرے ورنہ کارروائی یکطرفہ عمل میں لائی جائے گی۔ عدالت جناب ڈسٹرکٹ جج صاحب ایبٹ آباد میں مقدمہ زیر سماعت ہے ہر گاہ کہ مدعا علیہ کو بذریعہ اشتہار ہذا مطلع کیا جاتا ہے کہ وہ مورخہ مقررہ کو عدالت میں حاضر ہو کر پیروی کرے ورنہ کارروائی یکطرفہ عمل میں لائی جائے گی۔ عدالت جناب ڈسٹرکٹ جج صاحب ایبٹ آباد میں مقدمہ زیر سماعت ہے ہر گاہ کہ مدعا علیہ کو بذریعہ اشتہار ہذا مطلع کیا جاتا ہے: [681, 1107, 794, 1278]
- court-notice-line: ایبٹ آباد: [726, 1072, 749, 1081]
- notice-number: 48: [200, 1033, 223, 1050]
- notice-number: 1: [923, 26, 939, 43]
- notice-header: [199, 1293, 312, 1312]
- masthead: [78, 2, 1182, 22]
- notice-number: 47: [200, 906, 223, 923]
- notice-header: [436, 1253, 553, 1272]
- notice-label: جنگ نمبر: [258, 688, 311, 705]
- notice-body-text: عدالت جناب ڈسٹرکٹ جج صاحب ایبٹ آباد میں مقدمہ زیر سماعت ہے ہر گاہ کہ مدعا علیہ کو بذریعہ اشتہار ہذا مطلع کیا جاتا ہے کہ وہ مورخہ مقررہ کو عدالت میں حاضر: [199, 707, 312, 741]
- court-notice-line: 11/10/2024: [1031, 1014, 1070, 1023]
- notice-label: جنگ نمبر: [258, 1219, 311, 1236]
- notice-header: [199, 178, 312, 197]
- notice-body-text: عدالت جناب ڈسٹرکٹ جج صاحب ایبٹ آباد: [199, 22, 312, 29]
- notice-label: جنگ نمبر: [138, 588, 191, 605]
- notice-body-text: عدالت جناب ڈسٹرکٹ جج صاحب ایبٹ آباد میں مقدمہ زیر سماعت ہے ہر گاہ کہ مدعا علیہ کو بذریعہ اشتہار ہذا مطلع کیا جاتا ہے کہ وہ مورخہ مقررہ کو عدالت میں حاضر ہو کر پیروی کرے ورنہ کارروائی یکطرفہ عمل میں لائی جائے گی۔ عدالت جناب ڈسٹرکٹ جج صاحب ایبٹ آباد میں مقدمہ زیر سماعت ہے ہر گاہ کہ مدعا علیہ کو بذریعہ اشتہار ہذا مطلع کیا جاتا ہے کہ وہ مورخہ مقررہ کو عدالت میں حاضر ہو کر پیروی کرے ورنہ کارروائی یکطرفہ عمل میں لائی جائے گی۔ عدالت جناب ڈسٹرکٹ جج صاحب ایبٹ آباد میں مقدمہ زیر سماعت ہے ہر گاہ کہ مدعا علیہ کو بذریعہ اشتہار ہذا مطلع کیا جاتا ہے کہ وہ مورخہ مقررہ کو عدالت میں: [319, 1044, 429, 1181]
- notice-body-text: عدالت جناب ڈسٹرکٹ جج صاحب ایبٹ آباد میں مقدمہ زیر سماعت ہے ہر گاہ کہ مدعا علیہ کو بذریعہ اشتہار ہذا مطلع کیا جاتا ہے کہ وہ مورخہ مقررہ کو عدالت میں حاضر ہو کر پیروی کرے ورنہ کارروائی یکطرفہ عمل میں لائی جائے گی۔ عدالت جناب ڈسٹرکٹ جج صاحب ایبٹ آباد میں مقدمہ زیر سماعت ہے ہر گاہ کہ مدعا علیہ کو بذریعہ اشتہار ہذا مطلع کیا جاتا ہے کہ وہ مورخہ مقررہ کو عدالت میں حاضر ہو کر پیروی کرے ورنہ کارروائی یکطرفہ عمل میں لائی جائے گی۔ عدالت جناب ڈسٹرکٹ جج صاحب ایبٹ آباد: [436, 891, 553, 994]
- notice-label: جنگ نمبر: [499, 1254, 552, 1271]
- notice-header: [922, 933, 1179, 952]
- court-notice-line: 10-2024: [723, 1305, 752, 1314]
- notice-label: جنگ نمبر: [375, 791, 428, 808]
- notice-header: [199, 577, 312, 596]
- notice-body-text: عدالت جناب ڈسٹرکٹ جج صاحب ایبٹ آباد میں مقدمہ زیر سماعت ہے ہر گاہ کہ مدعا علیہ کو بذریعہ اشتہار ہذا مطلع کیا جاتا ہے کہ وہ مورخہ مقررہ کو عدالت میں حاضر ہو کر پیروی کرے ورنہ کارروائی یکطرفہ عمل میں لائی جائے گی۔ عدالت جناب ڈسٹرکٹ جج صاحب ایبٹ آباد میں مقدمہ زیر سماعت ہے ہر گاہ کہ مدعا علیہ کو بذریعہ اشتہار ہذا مطلع کیا جاتا ہے کہ وہ مورخہ مقررہ کو عدالت میں حاضر ہو کر پیروی کرے ورنہ کارروائی یکطرفہ عمل میں لائی جائے گی۔ عدالت جناب ڈسٹرکٹ جج صاحب ایبٹ آباد میں مقدمہ زیر سماعت ہے ہر گاہ کہ مدعا علیہ کو بذریعہ اشتہار ہذا مطلع کیا جاتا ہے کہ وہ مورخہ مقررہ کو عدالت میں حاضر ہو کر پیروی کرے ورنہ کارروائی یکطرفہ عمل میں لائی جائے گی۔ عدالت جناب ڈسٹرکٹ جج صاحب ایبٹ آباد میں مقدمہ زیر سماعت ہے ہر گاہ کہ مدعا علیہ کو بذریعہ اشتہار ہذا مطلع کیا جاتا ہے کہ وہ مورخہ مقررہ کو عدالت میں حاضر ہو کر پیروی کرے ورنہ کارروائی یکطرفہ: [560, 1079, 674, 1267]
- notice-header: [319, 673, 429, 692]
- section-heading: اطلاع عام: [112, 26, 162, 37]
- notice-label: جنگ نمبر: [499, 745, 552, 762]
- notice-body-text: عدالت جناب ڈسٹرکٹ جج صاحب ایبٹ آباد میں مقدمہ زیر سماعت ہے ہر گاہ کہ مدعا علیہ کو بذریعہ اشتہار ہذا مطلع کیا جاتا ہے کہ وہ مورخہ مقررہ کو عدالت میں حاضر ہو کر پیروی کرے ورنہ کارروائی یکطرفہ عمل میں لائی جائے گی۔ عدالت جناب ڈسٹرکٹ جج صاحب ایبٹ آباد میں مقدمہ زیر سماعت ہے ہر گاہ کہ مدعا علیہ کو بذریعہ اشتہار ہذا مطلع کیا جاتا ہے کہ وہ مورخہ مقررہ کو عدالت میں حاضر ہو کر پیروی کرے ورنہ کارروائی یکطرفہ عمل میں لائی جائے گی۔ عدالت جناب ڈسٹرکٹ جج صاحب ایبٹ آباد میں مقدمہ زیر سماعت ہے ہر گاہ کہ مدعا علیہ کو بذریعہ اشتہار ہذا مطلع کیا جاتا ہے کہ وہ مورخہ مقررہ کو عدالت میں حاضر ہو کر پیروی کرے ورنہ کارروائی یکطرفہ عمل میں لائی جائے گی۔ عدالت جناب ڈسٹرکٹ جج صاحب ایبٹ آباد: [560, 900, 674, 1054]
- notice-number: 7: [682, 215, 698, 232]
- notice-label: جنگ نمبر: [740, 215, 793, 232]
- notice-label: جنگ نمبر: [499, 872, 552, 889]
- notice-body-text: عدالت جناب ڈسٹرکٹ جج صاحب ایبٹ آباد میں مقدمہ زیر سماعت ہے ہر گاہ کہ مدعا علیہ کو بذریعہ اشتہار ہذا مطلع کیا جاتا ہے کہ وہ مورخہ مقررہ کو عدالت میں حاضر ہو کر پیروی کرے ورنہ کارروائی یکطرفہ عمل میں لائی جائے گی۔ عدالت جناب ڈسٹرکٹ جج صاحب ایبٹ آباد میں مقدمہ زیر سماعت ہے ہر گاہ کہ مدعا علیہ کو بذریعہ اشتہار ہذا مطلع کیا جاتا ہے کہ وہ مورخہ مقررہ کو عدالت میں حاضر ہو کر پیروی کرے ورنہ کارروائی یکطرفہ عمل میں لائی جائے گی۔ عدالت جناب ڈسٹرکٹ جج صاحب ایبٹ آباد میں مقدمہ زیر سماعت ہے ہر گاہ کہ مدعا علیہ کو بذریعہ اشتہار ہذا مطلع کیا جاتا ہے کہ وہ مورخہ مقررہ کو عدالت میں حاضر ہو کر پیروی کرے ورنہ: [560, 1292, 674, 1429]
- notice-label: جنگ نمبر: [258, 341, 311, 358]
- notice-body-text: عدالت جناب ڈسٹرکٹ جج صاحب ایبٹ آباد میں مقدمہ زیر سماعت ہے ہر گاہ کہ مدعا علیہ کو بذریعہ اشتہار ہذا مطلع کیا جاتا ہے کہ وہ مورخہ مقررہ کو عدالت میں حاضر ہو کر پیروی کرے ورنہ کارروائی: [319, 810, 429, 853]
- notice-header: [199, 745, 312, 764]
- notice-label: جنگ نمبر: [499, 1364, 552, 1381]
- notice-number: 12: [561, 179, 584, 196]
- notice-number: 21: [437, 872, 460, 889]
- notice-body-text: عدالت جناب ڈسٹرکٹ جج صاحب ایبٹ آباد میں مقدمہ زیر سماعت ہے ہر گاہ کہ مدعا علیہ کو بذریعہ اشتہار ہذا مطلع کیا جاتا ہے کہ وہ مورخہ مقررہ کو عدالت میں حاضر ہو کر پیروی کرے ورنہ کارروائی یکطرفہ: [681, 936, 794, 979]
- notice-number: 38: [320, 1296, 343, 1313]
- notice-header: [801, 290, 915, 309]
- court-notice-line: 11/10/2024: [718, 1090, 757, 1099]
- notice-label: جنگ نمبر: [375, 1296, 428, 1313]
- column-7: [797, 22, 918, 1682]
- notice-number: 50: [200, 1219, 223, 1236]
- notice-header: [319, 623, 429, 642]
- notice-header: [801, 59, 915, 78]
- notice-number: 3: [923, 934, 939, 951]
- notice-number: 61: [83, 1029, 106, 1046]
- notice-label: جنگ نمبر: [375, 899, 428, 916]
- court-notice-line: ایبٹ آباد: [846, 867, 870, 876]
- notice-body-text: عدالت جناب ڈسٹرکٹ جج صاحب ایبٹ آباد میں مقدمہ زیر سماعت ہے ہر گاہ کہ مدعا علیہ کو بذریعہ اشتہار ہذا مطلع کیا جاتا ہے کہ وہ مورخہ مقررہ کو عدالت میں حاضر ہو کر پیروی کرے ورنہ کارروائی یکطرفہ عمل میں لائی جائے گی۔ عدالت جناب ڈسٹرکٹ جج صاحب ایبٹ آباد میں مقدمہ زیر سماعت ہے ہر گاہ کہ مدعا علیہ کو بذریعہ اشتہار ہذا مطلع کیا جاتا ہے کہ وہ مورخہ مقررہ کو عدالت میں حاضر ہو کر پیروی کرے ورنہ کارروائی یکطرفہ عمل میں لائی جائے گی۔ عدالت جناب ڈسٹرکٹ جج صاحب ایبٹ آباد میں مقدمہ زیر سماعت ہے ہر گاہ کہ مدعا علیہ کو بذریعہ اشتہار ہذا مطلع کیا جاتا ہے کہ وہ مورخہ مقررہ کو عدالت میں حاضر ہو کر پیروی کرے ورنہ کارروائی یکطرفہ عمل میں لائی جائے گی۔ عدالت جناب ڈسٹرکٹ جج صاحب ایبٹ آباد میں مقدمہ زیر سماعت ہے ہر گاہ کہ مدعا علیہ کو بذریعہ اشتہار ہذا مطلع کیا جاتا ہے کہ وہ مورخہ مقررہ کو عدالت میں حاضر ہو کر پیروی کرے ورنہ کارروائی یکطرفہ عمل میں لائی جائے گی۔ عدالت جناب ڈسٹرکٹ جج صاحب ایبٹ آباد میں مقدمہ: [801, 80, 915, 286]
- notice-header: [436, 744, 553, 763]
- notice-body-text: عدالت جناب ڈسٹرکٹ جج صاحب ایبٹ آباد میں مقدمہ زیر سماعت ہے ہر گاہ کہ مدعا علیہ کو بذریعہ اشتہار ہذا مطلع کیا جاتا ہے کہ وہ مورخہ مقررہ کو عدالت میں حاضر ہو کر پیروی کرے ورنہ کارروائی یکطرفہ عمل میں لائی جائے گی۔ عدالت جناب ڈسٹرکٹ جج صاحب ایبٹ آباد میں مقدمہ زیر سماعت ہے ہر گاہ کہ مدعا علیہ کو بذریعہ اشتہار ہذا مطلع کیا جاتا ہے کہ وہ مورخہ مقررہ کو عدالت میں حاضر ہو کر پیروی کرے ورنہ کارروائی یکطرفہ عمل میں لائی جائے گی۔ عدالت جناب ڈسٹرکٹ جج صاحب ایبٹ آباد: [436, 764, 553, 867]
- notice-label: جنگ نمبر: [620, 1273, 673, 1290]
- notice-number: 25: [437, 1364, 460, 1381]
- notice-number: 58: [83, 588, 106, 605]
- notice-number: 32: [320, 791, 343, 808]
- notice-number: 9: [682, 917, 698, 934]
- notice-body-text: عدالت جناب ڈسٹرکٹ جج صاحب ایبٹ آباد میں مقدمہ زیر سماعت ہے ہر گاہ کہ مدعا علیہ کو بذریعہ اشتہار ہذا مطلع کیا جاتا ہے کہ وہ مورخہ مقررہ کو عدالت میں حاضر ہو کر پیروی کرے ورنہ کارروائی یکطرفہ عمل میں لائی جائے گی۔ عدالت: [82, 346, 192, 397]
- notice-body-text: عدالت جناب ڈسٹرکٹ جج صاحب ایبٹ آباد میں مقدمہ زیر سماعت ہے ہر گاہ کہ مدعا علیہ کو بذریعہ اشتہار ہذا مطلع کیا جاتا ہے کہ وہ مورخہ مقررہ کو عدالت میں حاضر ہو کر پیروی کرے ورنہ کارروائی یکطرفہ عمل میں لائی جائے گی۔ عدالت جناب ڈسٹرکٹ جج صاحب ایبٹ آباد میں مقدمہ زیر سماعت ہے ہر گاہ کہ مدعا علیہ کو بذریعہ اشتہار ہذا مطلع کیا جاتا ہے کہ وہ مورخہ مقررہ کو عدالت میں حاضر ہو کر: [199, 597, 312, 683]
- notice-header: [436, 998, 553, 1017]
- notice-label: جنگ نمبر: [138, 1208, 191, 1225]
- notice-header: [199, 1554, 312, 1573]
- notice-number: 60: [83, 816, 106, 833]
- notice-header: [319, 790, 429, 809]
- notice-body-text: عدالت جناب ڈسٹرکٹ جج صاحب ایبٹ آباد میں مقدمہ زیر سماعت ہے ہر گاہ کہ مدعا علیہ کو بذریعہ اشتہار ہذا مطلع کیا جاتا ہے کہ وہ مورخہ مقررہ کو عدالت میں حاضر ہو کر پیروی کرے ورنہ کارروائی یکطرفہ عمل میں لائی جائے گی۔ عدالت جناب ڈسٹرکٹ جج صاحب ایبٹ آباد میں مقدمہ زیر سماعت ہے ہر گاہ کہ مدعا علیہ کو بذریعہ اشتہار ہذا مطلع کیا جاتا ہے کہ وہ مورخہ مقررہ کو عدالت میں حاضر ہو کر پیروی کرے ورنہ کارروائی یکطرفہ عمل میں لائی جائے گی۔ عدالت جناب ڈسٹرکٹ جج صاحب ایبٹ آباد میں مقدمہ زیر سماعت ہے ہر گاہ کہ مدعا علیہ کو بذریعہ اشتہار ہذا مطلع کیا جاتا ہے کہ وہ مورخہ مقررہ کو عدالت میں حاضر ہو کر پیروی کرے ورنہ کارروائی یکطرفہ عمل میں لائی جائے گی۔ عدالت جناب ڈسٹرکٹ جج صاحب ایبٹ آباد میں مقدمہ زیر سماعت ہے ہر گاہ کہ مدعا علیہ کو بذریعہ اشتہار ہذا مطلع کیا جاتا ہے کہ وہ مورخہ مقررہ کو عدالت میں: [319, 252, 429, 440]
- notice-header: [319, 948, 429, 967]
- notice-number: 5: [802, 291, 818, 308]
- court-notice-line: 23-11-2024: [838, 894, 878, 903]
- notice-label: جنگ نمبر: [1125, 26, 1178, 43]
- notice-label: جنگ نمبر: [138, 816, 191, 833]
- notice-body-text: عدالت جناب ڈسٹرکٹ جج صاحب ایبٹ آباد میں مقدمہ زیر سماعت ہے ہر گاہ کہ مدعا علیہ کو بذریعہ اشتہار ہذا مطلع کیا جاتا ہے کہ وہ مورخہ مقررہ کو عدالت میں حاضر ہو کر پیروی کرے ورنہ کارروائی یکطرفہ عمل میں لائی جائے گی۔ عدالت جناب ڈسٹرکٹ جج صاحب ایبٹ آباد میں مقدمہ زیر سماعت ہے ہر گاہ کہ مدعا علیہ کو بذریعہ اشتہار ہذا مطلع کیا جاتا ہے کہ وہ مورخہ مقررہ کو عدالت میں حاضر ہو کر پیروی کرے ورنہ کارروائی یکطرفہ عمل میں لائی جائے گی۔ عدالت جناب ڈسٹرکٹ جج صاحب ایبٹ آباد میں مقدمہ زیر سماعت ہے ہر گاہ کہ مدعا علیہ کو بذریعہ اشتہار ہذا مطلع کیا جاتا ہے کہ وہ مورخہ مقررہ کو: [199, 444, 312, 573]
- notice-header: [681, 983, 794, 1002]
- notice-body-text: عدالت جناب ڈسٹرکٹ جج صاحب ایبٹ آباد میں مقدمہ زیر سماعت ہے ہر گاہ کہ مدعا علیہ کو بذریعہ اشتہار ہذا مطلع کیا جاتا ہے کہ وہ مورخہ مقررہ کو عدالت میں حاضر ہو کر پیروی کرے ورنہ کارروائی یکطرفہ عمل میں لائی جائے گی۔ عدالت جناب ڈسٹرکٹ جج صاحب ایبٹ آباد میں مقدمہ زیر سماعت ہے ہر گاہ کہ مدعا علیہ کو بذریعہ اشتہار ہذا مطلع کیا جاتا ہے کہ وہ: [199, 1137, 312, 1214]
- notice-number: 62: [83, 1208, 106, 1225]
- notice-body-text: عدالت جناب ڈسٹرکٹ جج صاحب ایبٹ آباد میں مقدمہ زیر سماعت ہے ہر گاہ کہ مدعا علیہ کو بذریعہ اشتہار ہذا مطلع کیا جاتا ہے کہ وہ مورخہ مقررہ کو عدالت میں حاضر ہو کر پیروی کرے ورنہ کارروائی یکطرفہ عمل میں لائی جائے گی۔ عدالت جناب ڈسٹرکٹ جج صاحب ایبٹ آباد میں مقدمہ زیر سماعت ہے ہر گاہ کہ مدعا علیہ کو بذریعہ اشتہار ہذا مطلع کیا جاتا ہے کہ وہ مورخہ مقررہ کو عدالت میں حاضر ہو کر پیروی کرے ورنہ کارروائی یکطرفہ عمل میں لائی جائے گی۔ عدالت جناب ڈسٹرکٹ جج صاحب ایبٹ آباد میں مقدمہ زیر سماعت ہے ہر گاہ کہ مدعا علیہ کو بذریعہ اشتہار ہذا مطلع کیا جاتا ہے کہ وہ مورخہ مقررہ کو عدالت میں حاضر ہو کر پیروی کرے ورنہ کارروائی یکطرفہ عمل میں لائی جائے گی۔ عدالت: [82, 1049, 192, 1203]
- notice-label: جنگ نمبر: [740, 917, 793, 934]
- notice-body-text: عدالت جناب ڈسٹرکٹ جج صاحب ایبٹ آباد میں مقدمہ زیر سماعت ہے ہر گاہ کہ مدعا علیہ کو بذریعہ اشتہار ہذا مطلع کیا جاتا ہے کہ وہ مورخہ مقررہ کو عدالت میں حاضر ہو کر پیروی کرے ورنہ کارروائی یکطرفہ عمل میں لائی جائے گی۔ عدالت جناب ڈسٹرکٹ جج صاحب ایبٹ آباد میں مقدمہ: [199, 360, 312, 420]
- notice-label: جنگ نمبر: [258, 578, 311, 595]
- notice-number: 44: [200, 688, 223, 705]
- notice-number: 15: [561, 1059, 584, 1076]
- notice-body-text: عدالت جناب ڈسٹرکٹ جج صاحب ایبٹ آباد میں مقدمہ زیر سماعت ہے ہر گاہ کہ مدعا علیہ کو بذریعہ اشتہار ہذا مطلع کیا جاتا ہے کہ وہ مورخہ مقررہ کو عدالت میں حاضر ہو کر پیروی کرے ورنہ کارروائی یکطرفہ عمل میں لائی جائے گی۔ عدالت جناب ڈسٹرکٹ جج صاحب ایبٹ آباد میں مقدمہ زیر سماعت ہے ہر گاہ کہ مدعا علیہ کو بذریعہ اشتہار ہذا مطلع کیا جاتا ہے کہ وہ: [560, 22, 674, 98]
- notice-number: 41: [200, 341, 223, 358]
- notice-body-text: عدالت جناب ڈسٹرکٹ جج صاحب ایبٹ آباد میں مقدمہ زیر سماعت ہے ہر گاہ کہ مدعا علیہ کو بذریعہ اشتہار ہذا مطلع کیا جاتا ہے کہ وہ مورخہ مقررہ کو عدالت میں حاضر ہو کر پیروی کرے ورنہ کارروائی یکطرفہ عمل میں لائی جائے گی۔ عدالت جناب ڈسٹرکٹ جج صاحب ایبٹ آباد میں مقدمہ زیر سماعت ہے ہر گاہ کہ مدعا علیہ کو بذریعہ اشتہار ہذا مطلع کیا جاتا ہے کہ وہ مورخہ مقررہ کو عدالت میں حاضر ہو کر پیروی کرے ورنہ کارروائی یکطرفہ عمل میں لائی جائے گی۔ عدالت جناب ڈسٹرکٹ جج صاحب ایبٹ آباد میں مقدمہ زیر سماعت ہے ہر گاہ کہ مدعا علیہ کو بذریعہ اشتہار ہذا مطلع کیا جاتا ہے کہ وہ مورخہ مقررہ کو عدالت میں حاضر ہو کر پیروی کرے ورنہ کارروائی یکطرفہ عمل میں لائی جائے گی۔ عدالت جناب ڈسٹرکٹ جج صاحب ایبٹ آباد میں مقدمہ زیر سماعت ہے ہر گاہ کہ مدعا علیہ کو بذریعہ اشتہار ہذا مطلع کیا جاتا ہے کہ وہ مورخہ مقررہ کو عدالت میں حاضر ہو کر پیروی کرے ورنہ کارروائی یکطرفہ: [681, 22, 794, 210]
- notice-body-text: عدالت جناب ڈسٹرکٹ جج صاحب ایبٹ آباد میں مقدمہ زیر سماعت ہے ہر گاہ کہ مدعا علیہ کو بذریعہ اشتہار ہذا مطلع کیا جاتا ہے کہ وہ مورخہ مقررہ کو عدالت میں حاضر ہو کر پیروی کرے ورنہ کارروائی یکطرفہ عمل میں لائی جائے گی۔ عدالت جناب ڈسٹرکٹ جج صاحب ایبٹ آباد میں مقدمہ زیر سماعت ہے ہر گاہ کہ مدعا علیہ کو: [199, 1381, 312, 1449]
- notice-header: [681, 427, 794, 446]
- notice-label: جنگ نمبر: [138, 478, 191, 495]
- notice-header: [436, 59, 553, 78]
- notice-header: [199, 1116, 312, 1135]
- notice-body-text: عدالت جناب ڈسٹرکٹ جج صاحب ایبٹ آباد میں مقدمہ زیر سماعت ہے ہر گاہ کہ مدعا علیہ کو بذریعہ اشتہار ہذا مطلع کیا جاتا ہے کہ وہ مورخہ مقررہ کو عدالت میں حاضر ہو کر پیروی کرے ورنہ کارروائی یکطرفہ عمل میں لائی جائے گی۔ عدالت: [319, 694, 429, 745]
- notice-body-text: عدالت جناب ڈسٹرکٹ جج صاحب ایبٹ آباد میں مقدمہ زیر سماعت ہے ہر گاہ کہ مدعا علیہ کو بذریعہ اشتہار ہذا مطلع کیا جاتا ہے کہ وہ مورخہ مقررہ کو عدالت میں حاضر ہو کر پیروی کرے ورنہ کارروائی یکطرفہ عمل میں لائی جائے گی۔ عدالت جناب ڈسٹرکٹ جج صاحب ایبٹ آباد میں مقدمہ زیر سماعت ہے ہر گاہ کہ مدعا علیہ کو بذریعہ اشتہار ہذا مطلع کیا جاتا ہے کہ وہ مورخہ مقررہ کو عدالت میں حاضر ہو کر پیروی کرے ورنہ کارروائی یکطرفہ عمل میں لائی جائے گی۔ عدالت جناب ڈسٹرکٹ جج صاحب ایبٹ آباد میں مقدمہ زیر سماعت ہے ہر گاہ کہ مدعا علیہ کو بذریعہ اشتہار ہذا مطلع کیا جاتا ہے کہ وہ مورخہ مقررہ کو عدالت میں حاضر ہو کر پیروی کرے ورنہ کارروائی یکطرفہ عمل میں لائی جائے گی۔ عدالت جناب ڈسٹرکٹ جج صاحب ایبٹ آباد میں مقدمہ زیر سماعت ہے ہر گاہ کہ مدعا علیہ کو بذریعہ اشتہار ہذا مطلع کیا جاتا ہے کہ وہ مورخہ مقررہ کو عدالت میں: [82, 836, 192, 1024]
- notice-number: 49: [200, 1117, 223, 1134]
- notice-header: [82, 401, 192, 420]
- notice-header: [319, 1024, 429, 1043]
- notice-body-text: عدالت جناب ڈسٹرکٹ جج صاحب ایبٹ آباد میں مقدمہ زیر سماعت ہے ہر گاہ کہ مدعا علیہ کو بذریعہ اشتہار ہذا مطلع کیا جاتا ہے کہ وہ مورخہ مقررہ کو عدالت میں حاضر ہو کر پیروی کرے ورنہ کارروائی یکطرفہ عمل میں لائی جائے گی۔ عدالت: [319, 968, 429, 1019]
- notice-number: 18: [437, 60, 460, 77]
- court-notice-line: بعدالت جناب سینئر سول جج: [1011, 996, 1090, 1005]
- newspaper-name: DAILY MAHASIB ABBOTTABAD: [86, 3, 294, 18]
- notice-number: 2: [923, 274, 939, 291]
- notice-body-text: عدالت جناب ڈسٹرکٹ جج صاحب ایبٹ آباد میں مقدمہ زیر سماعت ہے ہر گاہ کہ مدعا علیہ کو بذریعہ اشتہار ہذا مطلع کیا جاتا ہے کہ وہ مورخہ مقررہ کو عدالت میں حاضر ہو کر پیروی کرے ورنہ کارروائی یکطرفہ: [199, 1314, 312, 1356]
- notice-label: جنگ نمبر: [861, 60, 914, 77]
- court-notice-line: بعدالت جناب سینئر سول جج ہزارہ: [1001, 1142, 1100, 1151]
- notice-body-text: عدالت جناب ڈسٹرکٹ جج صاحب ایبٹ آباد میں مقدمہ زیر سماعت ہے ہر گاہ کہ مدعا علیہ کو بذریعہ اشتہار ہذا مطلع کیا جاتا ہے کہ وہ مورخہ مقررہ کو عدالت میں حاضر ہو کر پیروی کرے ورنہ کارروائی یکطرفہ عمل میں لائی جائے گی۔ عدالت جناب ڈسٹرکٹ جج صاحب ایبٹ آباد میں مقدمہ زیر سماعت ہے ہر گاہ کہ مدعا علیہ کو بذریعہ اشتہار ہذا مطلع کیا جاتا ہے کہ وہ مورخہ مقررہ کو عدالت میں حاضر ہو کر پیروی کرے ورنہ کارروائی یکطرفہ عمل میں لائی جائے گی۔ عدالت جناب ڈسٹرکٹ جج صاحب ایبٹ آباد میں مقدمہ زیر سماعت ہے ہر گاہ کہ مدعا علیہ کو بذریعہ اشتہار ہذا مطلع کیا جاتا ہے کہ وہ مورخہ مقررہ کو عدالت میں حاضر ہو کر پیروی کرے ورنہ: [801, 713, 915, 850]
- notice-header: [82, 477, 192, 496]
- notice-header: [199, 1360, 312, 1379]
- notice-header: [319, 231, 429, 250]
- notice-label: جنگ نمبر: [375, 949, 428, 966]
- court-notice-line: ایبٹ آباد: [726, 1296, 749, 1305]
- notice-body-text: عدالت جناب ڈسٹرکٹ جج صاحب ایبٹ آباد میں مقدمہ زیر سماعت ہے ہر گاہ کہ مدعا علیہ کو بذریعہ اشتہار ہذا مطلع کیا جاتا ہے کہ وہ مورخہ مقررہ کو عدالت میں حاضر ہو کر پیروی کرے ورنہ کارروائی یکطرفہ عمل میں لائی جائے گی۔ عدالت جناب ڈسٹرکٹ جج صاحب ایبٹ آباد میں مقدمہ زیر سماعت ہے ہر گاہ کہ مدعا علیہ کو بذریعہ اشتہار ہذا مطلع کیا جاتا ہے کہ وہ مورخہ مقررہ کو عدالت میں حاضر ہو کر: [681, 1322, 794, 1407]
- notice-label: جنگ نمبر: [375, 624, 428, 641]
- court-notice-box: [681, 1283, 794, 1318]
- notice-header: [319, 1295, 429, 1314]
- page-number: صفحہ نمبر 3: [623, 3, 694, 18]
- notice-label: جنگ نمبر: [1125, 274, 1178, 291]
- notice-header: [319, 898, 429, 917]
- notice-label: جنگ نمبر: [1125, 934, 1178, 951]
- notice-label: جنگ نمبر: [620, 1059, 673, 1076]
- column-2: [195, 22, 315, 1682]
- notice-number: 30: [320, 674, 343, 691]
- notice-number: 19: [437, 274, 460, 291]
- notice-label: جنگ نمبر: [258, 746, 311, 763]
- notice-label: جنگ نمبر: [740, 984, 793, 1001]
- notice-body-text: عدالت جناب ڈسٹرکٹ جج صاحب ایبٹ آباد میں مقدمہ زیر سماعت ہے ہر گاہ کہ مدعا علیہ کو بذریعہ اشتہار ہذا مطلع کیا جاتا ہے کہ وہ مورخہ مقررہ کو عدالت میں حاضر ہو کر پیروی کرے ورنہ کارروائی یکطرفہ عمل میں لائی جائے گی۔ عدالت جناب ڈسٹرکٹ جج صاحب ایبٹ آباد میں مقدمہ زیر سماعت ہے ہر گاہ کہ مدعا علیہ کو بذریعہ اشتہار ہذا مطلع کیا جاتا ہے کہ وہ مورخہ مقررہ کو عدالت میں حاضر ہو کر پیروی کرے ورنہ کارروائی یکطرفہ عمل میں لائی جائے گی۔ عدالت جناب ڈسٹرکٹ جج صاحب ایبٹ آباد میں مقدمہ زیر سماعت ہے ہر گاہ کہ مدعا علیہ کو بذریعہ اشتہار ہذا مطلع کیا جاتا ہے کہ وہ مورخہ مقررہ کو عدالت میں حاضر ہو کر پیروی کرے ورنہ کارروائی یکطرفہ عمل میں لائی جائے گی۔ عدالت جناب ڈسٹرکٹ جج صاحب ایبٹ آباد میں مقدمہ زیر سماعت ہے ہر گاہ کہ مدعا علیہ کو بذریعہ اشتہار ہذا مطلع کیا جاتا ہے کہ وہ مورخہ مقررہ کو عدالت میں حاضر ہو کر پیروی کرے ورنہ کارروائی یکطرفہ عمل میں لائی جائے گی۔ عدالت جناب ڈسٹرکٹ جج صاحب ایبٹ آباد میں مقدمہ زیر سماعت ہے ہر گاہ کہ مدعا علیہ کو بذریعہ اشتہار ہذا مطلع کیا جاتا ہے کہ وہ مورخہ مقررہ کو عدالت میں حاضر ہو کر پیروی کرے ورنہ کارروائی یکطرفہ عمل میں لائی جائے گی۔ عدالت جناب ڈسٹرکٹ جج صاحب ایبٹ آباد میں مقدمہ زیر سماعت ہے ہر گاہ کہ مدعا علیہ کو بذریعہ اشتہار ہذا مطلع کیا جاتا ہے کہ وہ مورخہ مقررہ کو عدالت میں حاضر ہو کر پیروی کرے ورنہ کارروائی یکطرفہ عمل میں لائی جائے گی۔ عدالت جناب ڈسٹرکٹ جج صاحب ایبٹ آباد میں مقدمہ زیر سماعت ہے ہر گاہ کہ مدعا علیہ کو بذریعہ اشتہار ہذا مطلع کیا جاتا ہے کہ وہ مورخہ مقررہ کو عدالت میں حاضر ہو کر پیروی کرے ورنہ کارروائی یکطرفہ عمل میں لائی جائے گی۔ عدالت جناب ڈسٹرکٹ جج صاحب ایبٹ آباد میں مقدمہ زیر سماعت ہے ہر گاہ کہ مدعا علیہ کو بذریعہ اشتہار ہذا مطلع کیا جاتا ہے کہ وہ مورخہ مقررہ کو عدالت میں حاضر ہو کر پیروی کرے ورنہ کارروائی یکطرفہ عمل میں لائی جائے گی۔ عدالت جناب ڈسٹرکٹ جج صاحب ایبٹ آباد میں مقدمہ زیر سماعت ہے ہر گاہ کہ مدعا علیہ کو بذریعہ اشتہار ہذا مطلع کیا جاتا ہے کہ وہ مورخہ مقررہ کو عدالت میں حاضر ہو کر پیروی کرے ورنہ کارروائی یکطرفہ عمل میں لائی جائے گی۔ عدالت جناب ڈسٹرکٹ جج صاحب ایبٹ آباد میں مقدمہ زیر سماعت ہے ہر گاہ کہ مدعا علیہ کو بذریعہ اشتہار ہذا مطلع کیا جاتا ہے کہ وہ مورخہ مقررہ کو عدالت میں حاضر ہو کر پیروی کرے ورنہ کارروائی یکطرفہ عمل میں لائی جائے گی۔ عدالت جناب ڈسٹرکٹ جج صاحب ایبٹ آباد میں مقدمہ: [560, 198, 674, 696]
- notice-number: 43: [200, 578, 223, 595]
- notice-header: [801, 692, 915, 711]
- notice-number: 56: [83, 402, 106, 419]
- notice-number: 17: [561, 1434, 584, 1451]
- notice-header: [560, 102, 674, 121]
- notice-label: جنگ نمبر: [258, 1361, 311, 1378]
- notice-body-text: عدالت جناب ڈسٹرکٹ جج صاحب ایبٹ آباد میں مقدمہ زیر سماعت ہے ہر گاہ کہ مدعا علیہ کو بذریعہ اشتہار ہذا مطلع کیا جاتا ہے کہ وہ مورخہ مقررہ کو عدالت میں حاضر ہو کر پیروی کرے ورنہ کارروائی یکطرفہ عمل میں لائی جائے گی۔ عدالت جناب ڈسٹرکٹ جج صاحب ایبٹ آباد میں مقدمہ زیر سماعت ہے ہر گاہ کہ مدعا علیہ کو بذریعہ اشتہار ہذا مطلع کیا جاتا ہے کہ وہ مورخہ مقررہ کو عدالت میں حاضر ہو کر پیروی کرے ورنہ کارروائی یکطرفہ عمل میں لائی جائے گی۔ عدالت جناب ڈسٹرکٹ جج صاحب ایبٹ آباد میں مقدمہ زیر سماعت ہے ہر گاہ کہ مدعا علیہ کو بذریعہ اشتہار ہذا مطلع کیا جاتا ہے کہ وہ مورخہ مقررہ کو عدالت میں حاضر ہو کر پیروی کرے ورنہ: [199, 198, 312, 335]
- notice-number: 31: [320, 750, 343, 767]
- notice-label: جنگ نمبر: [258, 179, 311, 196]
- notice-label: جنگ نمبر: [258, 1294, 311, 1311]
- notice-header: [319, 1185, 429, 1204]
- notice-number: 14: [561, 881, 584, 898]
- notice-header: [199, 1453, 312, 1472]
- notice-number: 20: [437, 745, 460, 762]
- notice-body-text: عدالت جناب ڈسٹرکٹ جج صاحب ایبٹ آباد میں مقدمہ زیر سماعت ہے ہر گاہ کہ مدعا علیہ کو بذریعہ اشتہار ہذا مطلع کیا جاتا ہے کہ وہ مورخہ مقررہ کو عدالت میں حاضر ہو کر پیروی کرے ورنہ کارروائی یکطرفہ عمل میں لائی جائے گی۔ عدالت جناب ڈسٹرکٹ جج صاحب ایبٹ آباد میں مقدمہ زیر سماعت ہے ہر گاہ کہ مدعا علیہ کو بذریعہ اشتہار ہذا مطلع کیا جاتا ہے کہ وہ مورخہ مقررہ کو عدالت میں حاضر ہو کر پیروی کرے ورنہ کارروائی یکطرفہ عمل میں لائی جائے گی۔ عدالت جناب ڈسٹرکٹ جج صاحب ایبٹ آباد میں مقدمہ زیر سماعت ہے ہر گاہ کہ مدعا علیہ کو بذریعہ اشتہار ہذا مطلع کیا جاتا ہے کہ وہ مورخہ مقررہ کو عدالت میں حاضر ہو کر پیروی کرے ورنہ کارروائی یکطرفہ عمل میں لائی جائے گی۔ عدالت جناب ڈسٹرکٹ جج صاحب ایبٹ آباد میں مقدمہ زیر سماعت ہے ہر گاہ کہ مدعا علیہ کو بذریعہ اشتہار ہذا مطلع کیا جاتا ہے کہ وہ مورخہ مقررہ کو عدالت میں حاضر ہو کر پیروی کرے ورنہ کارروائی یکطرفہ عمل میں لائی جائے گی۔ عدالت جناب ڈسٹرکٹ جج صاحب ایبٹ آباد میں مقدمہ زیر سماعت ہے ہر گاہ کہ مدعا علیہ کو بذریعہ اشتہار ہذا مطلع کیا جاتا ہے کہ وہ مورخہ مقررہ کو عدالت میں حاضر ہو کر پیروی کرے ورنہ کارروائی یکطرفہ عمل میں لائی جائے گی۔ عدالت جناب ڈسٹرکٹ جج صاحب ایبٹ آباد میں مقدمہ زیر سماعت ہے ہر گاہ کہ مدعا علیہ کو بذریعہ اشتہار ہذا مطلع کیا جاتا ہے کہ وہ مورخہ مقررہ کو عدالت میں حاضر ہو کر پیروی کرے ورنہ کارروائی یکطرفہ عمل میں لائی جائے گی۔ عدالت جناب ڈسٹرکٹ جج صاحب ایبٹ آباد میں مقدمہ زیر سماعت ہے ہر گاہ کہ مدعا علیہ کو بذریعہ اشتہار ہذا مطلع کیا جاتا ہے کہ وہ مورخہ مقررہ کو عدالت میں حاضر ہو کر پیروی کرے ورنہ کارروائی یکطرفہ عمل میں لائی جائے گی۔ عدالت جناب ڈسٹرکٹ جج صاحب ایبٹ آباد میں مقدمہ زیر سماعت ہے ہر گاہ کہ مدعا علیہ کو بذریعہ اشتہار ہذا مطلع کیا جاتا ہے کہ وہ مورخہ مقررہ کو عدالت میں حاضر ہو کر پیروی کرے ورنہ کارروائی یکطرفہ عمل میں لائی جائے گی۔ عدالت جناب ڈسٹرکٹ جج صاحب ایبٹ آباد میں مقدمہ زیر سماعت ہے ہر گاہ کہ مدعا علیہ کو بذریعہ اشتہار ہذا مطلع کیا جاتا ہے کہ وہ مورخہ مقررہ کو عدالت میں حاضر ہو کر پیروی کرے ورنہ کارروائی یکطرفہ عمل میں لائی جائے گی۔: [922, 46, 1179, 243]
- notice-body-text: عدالت جناب ڈسٹرکٹ جج صاحب ایبٹ آباد میں مقدمہ زیر سماعت ہے ہر گاہ کہ مدعا علیہ کو بذریعہ اشتہار ہذا مطلع کیا جاتا ہے کہ وہ مورخہ مقررہ کو عدالت میں حاضر ہو کر پیروی کرے ورنہ کارروائی یکطرفہ عمل میں لائی جائے گی۔ عدالت جناب: [681, 1003, 794, 1054]
- notice-label: جنگ نمبر: [138, 672, 191, 689]
- notice-label: جنگ نمبر: [258, 425, 311, 442]
- notice-number: 8: [682, 428, 698, 445]
- notice-body-text: عدالت جناب ڈسٹرکٹ جج صاحب ایبٹ آباد میں مقدمہ زیر سماعت ہے ہر گاہ کہ مدعا علیہ کو بذریعہ اشتہار ہذا مطلع کیا جاتا ہے کہ وہ مورخہ مقررہ کو عدالت میں حاضر ہو کر پیروی کرے ورنہ کارروائی یکطرفہ عمل میں لائی جائے گی۔ عدالت جناب ڈسٹرکٹ جج صاحب ایبٹ آباد میں مقدمہ زیر سماعت ہے ہر گاہ کہ مدعا علیہ کو بذریعہ اشتہار ہذا مطلع کیا جاتا ہے کہ وہ مورخہ: [922, 953, 1179, 987]
- notice-header: [922, 25, 1179, 44]
- notice-body-text: عدالت جناب ڈسٹرکٹ جج صاحب ایبٹ آباد میں مقدمہ زیر سماعت ہے ہر گاہ کہ مدعا علیہ کو بذریعہ اشتہار ہذا مطلع کیا جاتا ہے کہ وہ مورخہ مقررہ کو عدالت میں حاضر ہو کر پیروی کرے ورنہ کارروائی یکطرفہ عمل میں لائی جائے گی۔ عدالت جناب ڈسٹرکٹ جج صاحب ایبٹ آباد میں مقدمہ زیر سماعت ہے ہر گاہ کہ مدعا علیہ کو بذریعہ اشتہار ہذا مطلع کیا جاتا ہے کہ وہ مورخہ مقررہ کو عدالت میں حاضر ہو کر پیروی کرے ورنہ کارروائی یکطرفہ عمل میں لائی جائے گی۔ عدالت جناب ڈسٹرکٹ جج صاحب ایبٹ آباد میں مقدمہ زیر سماعت ہے ہر گاہ کہ مدعا علیہ کو بذریعہ اشتہار ہذا مطلع کیا جاتا ہے کہ وہ مورخہ مقررہ کو عدالت میں حاضر ہو کر پیروی کرے ورنہ کارروائی یکطرفہ عمل میں لائی جائے گی۔ عدالت جناب ڈسٹرکٹ جج صاحب ایبٹ آباد میں مقدمہ زیر سماعت ہے ہر گاہ کہ مدعا علیہ کو بذریعہ اشتہار ہذا مطلع کیا جاتا ہے کہ وہ مورخہ مقررہ کو عدالت میں حاضر ہو کر پیروی کرے ورنہ کارروائی یکطرفہ عمل میں لائی جائے گی۔ عدالت جناب ڈسٹرکٹ جج صاحب ایبٹ آباد میں مقدمہ زیر سماعت ہے ہر گاہ کہ مدعا علیہ کو بذریعہ اشتہار ہذا مطلع کیا جاتا ہے کہ وہ مورخہ مقررہ کو عدالت میں حاضر ہو کر پیروی کرے ورنہ کارروائی یکطرفہ عمل میں لائی جائے گی۔ عدالت جناب ڈسٹرکٹ جج صاحب ایبٹ آباد میں مقدمہ زیر سماعت ہے ہر گاہ کہ مدعا علیہ کو بذریعہ اشتہار ہذا مطلع کیا جاتا ہے کہ وہ مورخہ مقررہ کو عدالت میں حاضر ہو کر پیروی کرے ورنہ کارروائی یکطرفہ عمل میں لائی جائے گی۔ عدالت جناب ڈسٹرکٹ جج صاحب ایبٹ آباد میں مقدمہ زیر سماعت ہے ہر گاہ کہ مدعا علیہ کو بذریعہ اشتہار ہذا مطلع کیا جاتا ہے کہ وہ مورخہ مقررہ کو عدالت میں حاضر ہو کر پیروی کرے ورنہ کارروائی یکطرفہ عمل میں لائی جائے گی۔ عدالت جناب ڈسٹرکٹ جج صاحب ایبٹ آباد میں مقدمہ زیر سماعت ہے ہر گاہ کہ مدعا علیہ کو بذریعہ اشتہار ہذا مطلع کیا جاتا ہے کہ وہ مورخہ مقررہ کو عدالت میں حاضر ہو کر: [801, 310, 915, 688]
- notice-number: 13: [561, 702, 584, 719]
- court-notice-box: [922, 992, 1179, 1027]
- notice-number: 4: [802, 60, 818, 77]
- notice-body-text: عدالت جناب ڈسٹرکٹ جج صاحب ایبٹ آباد میں مقدمہ زیر سماعت ہے ہر گاہ کہ مدعا علیہ کو بذریعہ اشتہار ہذا مطلع کیا جاتا ہے کہ وہ مورخہ مقررہ کو عدالت میں حاضر ہو کر پیروی کرے ورنہ کارروائی یکطرفہ عمل میں لائی جائے گی۔ عدالت جناب ڈسٹرکٹ جج صاحب ایبٹ آباد میں مقدمہ زیر سماعت ہے ہر گاہ کہ مدعا علیہ کو بذریعہ اشتہار ہذا مطلع کیا جاتا ہے کہ وہ مورخہ مقررہ کو عدالت میں حاضر ہو کر پیروی کرے ورنہ کارروائی یکطرفہ عمل میں لائی جائے گی۔ عدالت جناب ڈسٹرکٹ جج صاحب ایبٹ آباد میں مقدمہ زیر سماعت ہے ہر گاہ کہ مدعا علیہ کو بذریعہ اشتہار ہذا مطلع کیا جاتا ہے کہ وہ مورخہ مقررہ کو عدالت میں حاضر ہو کر پیروی کرے ورنہ کارروائی یکطرفہ عمل میں لائی جائے گی۔ عدالت جناب ڈسٹرکٹ جج صاحب ایبٹ آباد: [560, 721, 674, 875]
- court-notice-box: [801, 855, 915, 908]
- notice-header: [319, 445, 429, 464]
- notice-body-text: عدالت جناب ڈسٹرکٹ جج صاحب ایبٹ آباد میں مقدمہ زیر سماعت ہے ہر گاہ کہ مدعا علیہ کو بذریعہ اشتہار ہذا مطلع کیا جاتا ہے کہ وہ مورخہ مقررہ کو عدالت میں حاضر ہو کر پیروی کرے ورنہ کارروائی یکطرفہ عمل میں لائی جائے گی۔ عدالت جناب ڈسٹرکٹ جج صاحب ایبٹ آباد میں مقدمہ زیر سماعت ہے ہر گاہ کہ مدعا علیہ کو بذریعہ اشتہار ہذا مطلع کیا جاتا ہے کہ وہ مورخہ مقررہ کو عدالت میں حاضر ہو کر پیروی کرے ورنہ کارروائی یکطرفہ عمل میں لائی جائے گی۔ عدالت جناب ڈسٹرکٹ جج صاحب ایبٹ آباد میں مقدمہ زیر سماعت ہے ہر گاہ کہ مدعا علیہ کو بذریعہ اشتہار ہذا مطلع کیا جاتا ہے کہ وہ مورخہ مقررہ کو عدالت میں حاضر ہو کر پیروی کرے ورنہ کارروائی یکطرفہ عمل میں لائی جائے گی۔ عدالت جناب ڈسٹرکٹ جج صاحب ایبٹ آباد میں مقدمہ زیر سماعت ہے ہر گاہ کہ مدعا علیہ کو بذریعہ اشتہار ہذا مطلع کیا جاتا ہے کہ وہ مورخہ مقررہ کو عدالت میں حاضر ہو کر پیروی کرے ورنہ کارروائی یکطرفہ عمل میں لائی جائے گی۔: [922, 1031, 1179, 1116]
- notice-label: جنگ نمبر: [258, 1117, 311, 1134]
- court-notice-line: نمبر مقدمہ 1456/1: [829, 876, 887, 885]
- notice-header: [681, 916, 794, 935]
- notice-header: [436, 273, 553, 292]
- notice-label: جنگ نمبر: [258, 830, 311, 847]
- notice-header: [199, 34, 312, 53]
- notice-header: [922, 273, 1179, 292]
- notice-body-text: عدالت جناب ڈسٹرکٹ جج صاحب ایبٹ آباد میں مقدمہ زیر سماعت ہے ہر گاہ کہ مدعا علیہ کو بذریعہ اشتہار ہذا مطلع کیا جاتا ہے کہ وہ مورخہ مقررہ کو عدالت میں حاضر ہو کر پیروی کرے ورنہ کارروائی یکطرفہ عمل میں لائی جائے گی۔ عدالت جناب ڈسٹرکٹ جج صاحب ایبٹ آباد میں مقدمہ زیر سماعت ہے ہر گاہ کہ مدعا علیہ کو بذریعہ اشتہار ہذا مطلع کیا جاتا ہے کہ وہ مورخہ مقررہ کو عدالت میں حاضر ہو کر پیروی کرے ورنہ کارروائی یکطرفہ عمل میں لائی جائے گی۔ عدالت جناب ڈسٹرکٹ جج صاحب ایبٹ آباد میں مقدمہ زیر سماعت ہے ہر گاہ کہ مدعا علیہ کو بذریعہ اشتہار ہذا مطلع کیا جاتا ہے کہ وہ مورخہ مقررہ کو عدالت میں حاضر ہو کر پیروی کرے ورنہ کارروائی یکطرفہ عمل میں لائی جائے گی۔ عدالت جناب ڈسٹرکٹ جج صاحب ایبٹ آباد میں مقدمہ زیر سماعت ہے ہر گاہ کہ مدعا علیہ کو بذریعہ اشتہار ہذا مطلع کیا جاتا ہے کہ وہ مورخہ مقررہ کو عدالت میں حاضر ہو کر پیروی کرے ورنہ کارروائی یکطرفہ عمل میں لائی جائے گی۔ عدالت جناب ڈسٹرکٹ جج صاحب ایبٹ آباد میں مقدمہ زیر سماعت ہے ہر گاہ کہ مدعا علیہ کو بذریعہ اشتہار ہذا مطلع کیا جاتا ہے کہ وہ مورخہ مقررہ کو عدالت میں حاضر ہو کر پیروی کرے ورنہ کارروائی یکطرفہ عمل میں لائی جائے گی۔ عدالت جناب ڈسٹرکٹ جج صاحب ایبٹ آباد میں مقدمہ زیر سماعت ہے ہر گاہ کہ مدعا علیہ کو بذریعہ اشتہار ہذا مطلع کیا جاتا ہے کہ وہ مورخہ مقررہ کو عدالت میں حاضر ہو کر پیروی کرے ورنہ کارروائی یکطرفہ عمل میں لائی جائے گی۔ عدالت جناب ڈسٹرکٹ جج صاحب ایبٹ آباد میں مقدمہ زیر سماعت ہے ہر گاہ کہ مدعا علیہ کو بذریعہ اشتہار ہذا مطلع کیا جاتا ہے کہ وہ مورخہ مقررہ کو عدالت میں حاضر ہو کر پیروی کرے ورنہ کارروائی یکطرفہ عمل میں لائی جائے گی۔ عدالت جناب ڈسٹرکٹ جج صاحب ایبٹ آباد میں مقدمہ زیر سماعت ہے ہر گاہ کہ مدعا علیہ کو بذریعہ اشتہار ہذا مطلع کیا جاتا ہے کہ وہ مورخہ مقررہ کو عدالت میں حاضر ہو کر پیروی کرے ورنہ کارروائی یکطرفہ عمل میں لائی جائے گی۔ عدالت جناب ڈسٹرکٹ جج صاحب ایبٹ آباد میں مقدمہ زیر سماعت ہے ہر گاہ کہ مدعا علیہ کو بذریعہ اشتہار ہذا مطلع کیا جاتا ہے کہ وہ مورخہ مقررہ کو عدالت میں حاضر ہو کر پیروی کرے ورنہ کارروائی یکطرفہ عمل میں لائی جائے گی۔ عدالت جناب ڈسٹرکٹ جج صاحب ایبٹ آباد میں مقدمہ زیر سماعت ہے ہر گاہ کہ مدعا علیہ کو بذریعہ اشتہار ہذا: [436, 293, 553, 739]
- notice-number: 45: [200, 746, 223, 763]
- notice-label: جنگ نمبر: [499, 274, 552, 291]
- notice-label: جنگ نمبر: [620, 179, 673, 196]
- notice-header: [436, 1091, 553, 1110]
- notice-body-text: عدالت جناب ڈسٹرکٹ جج صاحب ایبٹ آباد میں مقدمہ زیر سماعت ہے ہر گاہ کہ مدعا علیہ کو بذریعہ اشتہار ہذا مطلع کیا جاتا ہے کہ وہ مورخہ مقررہ کو عدالت میں حاضر ہو کر پیروی کرے ورنہ کارروائی یکطرفہ عمل میں لائی جائے گی۔ عدالت جناب ڈسٹرکٹ جج صاحب ایبٹ آباد میں مقدمہ زیر سماعت ہے ہر گاہ کہ مدعا علیہ کو بذریعہ اشتہار ہذا مطلع کیا جاتا ہے کہ وہ مورخہ مقررہ کو عدالت میں: [82, 497, 192, 582]
- notice-label: جنگ نمبر: [375, 750, 428, 767]
- notice-label: جنگ نمبر: [138, 402, 191, 419]
- notice-header: [199, 687, 312, 706]
- notice-label: جنگ نمبر: [258, 906, 311, 923]
- notice-header: [560, 178, 674, 197]
- notice-header: [199, 905, 312, 924]
- notice-number: 51: [200, 1294, 223, 1311]
- notice-header: [560, 1272, 674, 1291]
- column-3: [315, 22, 432, 1682]
- notice-label: جنگ نمبر: [375, 858, 428, 875]
- notice-label: جنگ نمبر: [499, 1456, 552, 1473]
- notice-body-text: عدالت جناب ڈسٹرکٹ جج صاحب ایبٹ آباد میں مقدمہ زیر سماعت ہے ہر گاہ کہ مدعا علیہ کو بذریعہ اشتہار ہذا مطلع کیا جاتا ہے کہ وہ مورخہ مقررہ کو عدالت میں حاضر ہو کر پیروی کرے ورنہ کارروائی یکطرفہ عمل میں لائی جائے گی۔ عدالت جناب ڈسٹرکٹ جج صاحب ایبٹ آباد میں مقدمہ زیر سماعت ہے ہر گاہ کہ مدعا علیہ کو بذریعہ اشتہار ہذا مطلع کیا جاتا ہے کہ وہ مورخہ مقررہ کو عدالت میں حاضر ہو کر پیروی کرے ورنہ کارروائی یکطرفہ عمل میں لائی جائے گی۔ عدالت جناب ڈسٹرکٹ جج صاحب ایبٹ آباد میں مقدمہ زیر سماعت ہے ہر گاہ کہ مدعا علیہ کو بذریعہ اشتہار ہذا مطلع کیا جاتا ہے کہ وہ مورخہ مقررہ کو عدالت میں حاضر ہو کر پیروی کرے ورنہ کارروائی یکطرفہ عمل میں لائی جائے گی۔ عدالت جناب ڈسٹرکٹ جج صاحب ایبٹ آباد میں مقدمہ زیر سماعت ہے ہر گاہ کہ مدعا علیہ کو بذریعہ اشتہار ہذا مطلع کیا جاتا ہے کہ وہ مورخہ مقررہ کو عدالت میں حاضر ہو کر پیروی کرے ورنہ کارروائی یکطرفہ عمل میں لائی جائے گی۔ عدالت جناب ڈسٹرکٹ جج صاحب ایبٹ آباد میں مقدمہ زیر سماعت ہے ہر گاہ کہ مدعا علیہ کو بذریعہ اشتہار ہذا مطلع کیا جاتا ہے کہ وہ مورخہ مقررہ کو عدالت میں حاضر ہو کر پیروی کرے ورنہ کارروائی یکطرفہ عمل میں لائی جائے گی۔ عدالت جناب ڈسٹرکٹ جج صاحب ایبٹ آباد میں مقدمہ زیر سماعت ہے ہر گاہ کہ مدعا علیہ کو بذریعہ اشتہار ہذا مطلع کیا جاتا ہے کہ وہ مورخہ مقررہ کو عدالت میں حاضر ہو کر پیروی کرے ورنہ کارروائی یکطرفہ عمل میں لائی جائے گی۔ عدالت جناب ڈسٹرکٹ جج صاحب ایبٹ آباد میں مقدمہ زیر سماعت ہے ہر گاہ کہ مدعا علیہ کو بذریعہ اشتہار ہذا مطلع کیا جاتا ہے کہ وہ مورخہ مقررہ کو عدالت میں حاضر ہو کر پیروی کرے ورنہ کارروائی یکطرفہ عمل میں لائی جائے گی۔ عدالت جناب ڈسٹرکٹ جج صاحب ایبٹ آباد میں مقدمہ زیر سماعت ہے ہر گاہ کہ مدعا علیہ کو بذریعہ اشتہار ہذا مطلع کیا جاتا ہے کہ وہ مورخہ مقررہ کو عدالت میں حاضر ہو کر پیروی کرے ورنہ کارروائی یکطرفہ عمل میں لائی جائے گی۔ عدالت جناب ڈسٹرکٹ جج صاحب ایبٹ آباد میں مقدمہ زیر سماعت ہے ہر گاہ کہ مدعا علیہ کو بذریعہ اشتہار ہذا مطلع کیا جاتا ہے کہ وہ مورخہ مقررہ کو عدالت میں حاضر ہو کر پیروی کرے ورنہ: [801, 1049, 915, 1478]
- court-notice-line: بعدالت جناب ڈسٹرکٹ جج / سول جج: [686, 1063, 789, 1072]
- notice-number: 53: [200, 1454, 223, 1471]
- notice-header: [82, 587, 192, 606]
- notice-label: جنگ نمبر: [375, 1186, 428, 1203]
- column-4: [432, 22, 556, 1682]
- notice-body-text: عدالت جناب ڈسٹرکٹ جج صاحب ایبٹ آباد میں مقدمہ زیر سماعت ہے ہر گاہ کہ مدعا علیہ کو بذریعہ اشتہار ہذا مطلع کیا جاتا ہے کہ وہ مورخہ مقررہ کو عدالت میں حاضر ہو کر پیروی کرے ورنہ کارروائی یکطرفہ عمل میں لائی جائے گی۔ عدالت جناب ڈسٹرکٹ جج صاحب ایبٹ آباد میں مقدمہ زیر سماعت ہے ہر گاہ کہ مدعا علیہ کو بذریعہ اشتہار ہذا مطلع کیا جاتا ہے کہ وہ مورخہ مقررہ کو عدالت میں حاضر ہو کر پیروی کرے ورنہ کارروائی یکطرفہ عمل میں لائی جائے گی۔ عدالت جناب ڈسٹرکٹ جج صاحب ایبٹ آباد میں مقدمہ زیر سماعت ہے ہر گاہ کہ مدعا علیہ کو بذریعہ اشتہار ہذا مطلع کیا جاتا ہے کہ وہ مورخہ مقررہ کو عدالت میں حاضر ہو کر پیروی کرے ورنہ کارروائی یکطرفہ عمل میں لائی جائے گی۔ عدالت جناب ڈسٹرکٹ جج صاحب ایبٹ آباد میں مقدمہ زیر سماعت ہے ہر گاہ کہ مدعا علیہ کو بذریعہ اشتہار ہذا مطلع کیا جاتا ہے کہ وہ مورخہ مقررہ کو عدالت میں حاضر ہو کر پیروی کرے ورنہ کارروائی یکطرفہ عمل میں لائی جائے گی۔: [436, 80, 553, 268]
- notice-number: 28: [320, 446, 343, 463]
- notice-number: 27: [320, 232, 343, 249]
- court-notice-box: [922, 1139, 1179, 1165]
